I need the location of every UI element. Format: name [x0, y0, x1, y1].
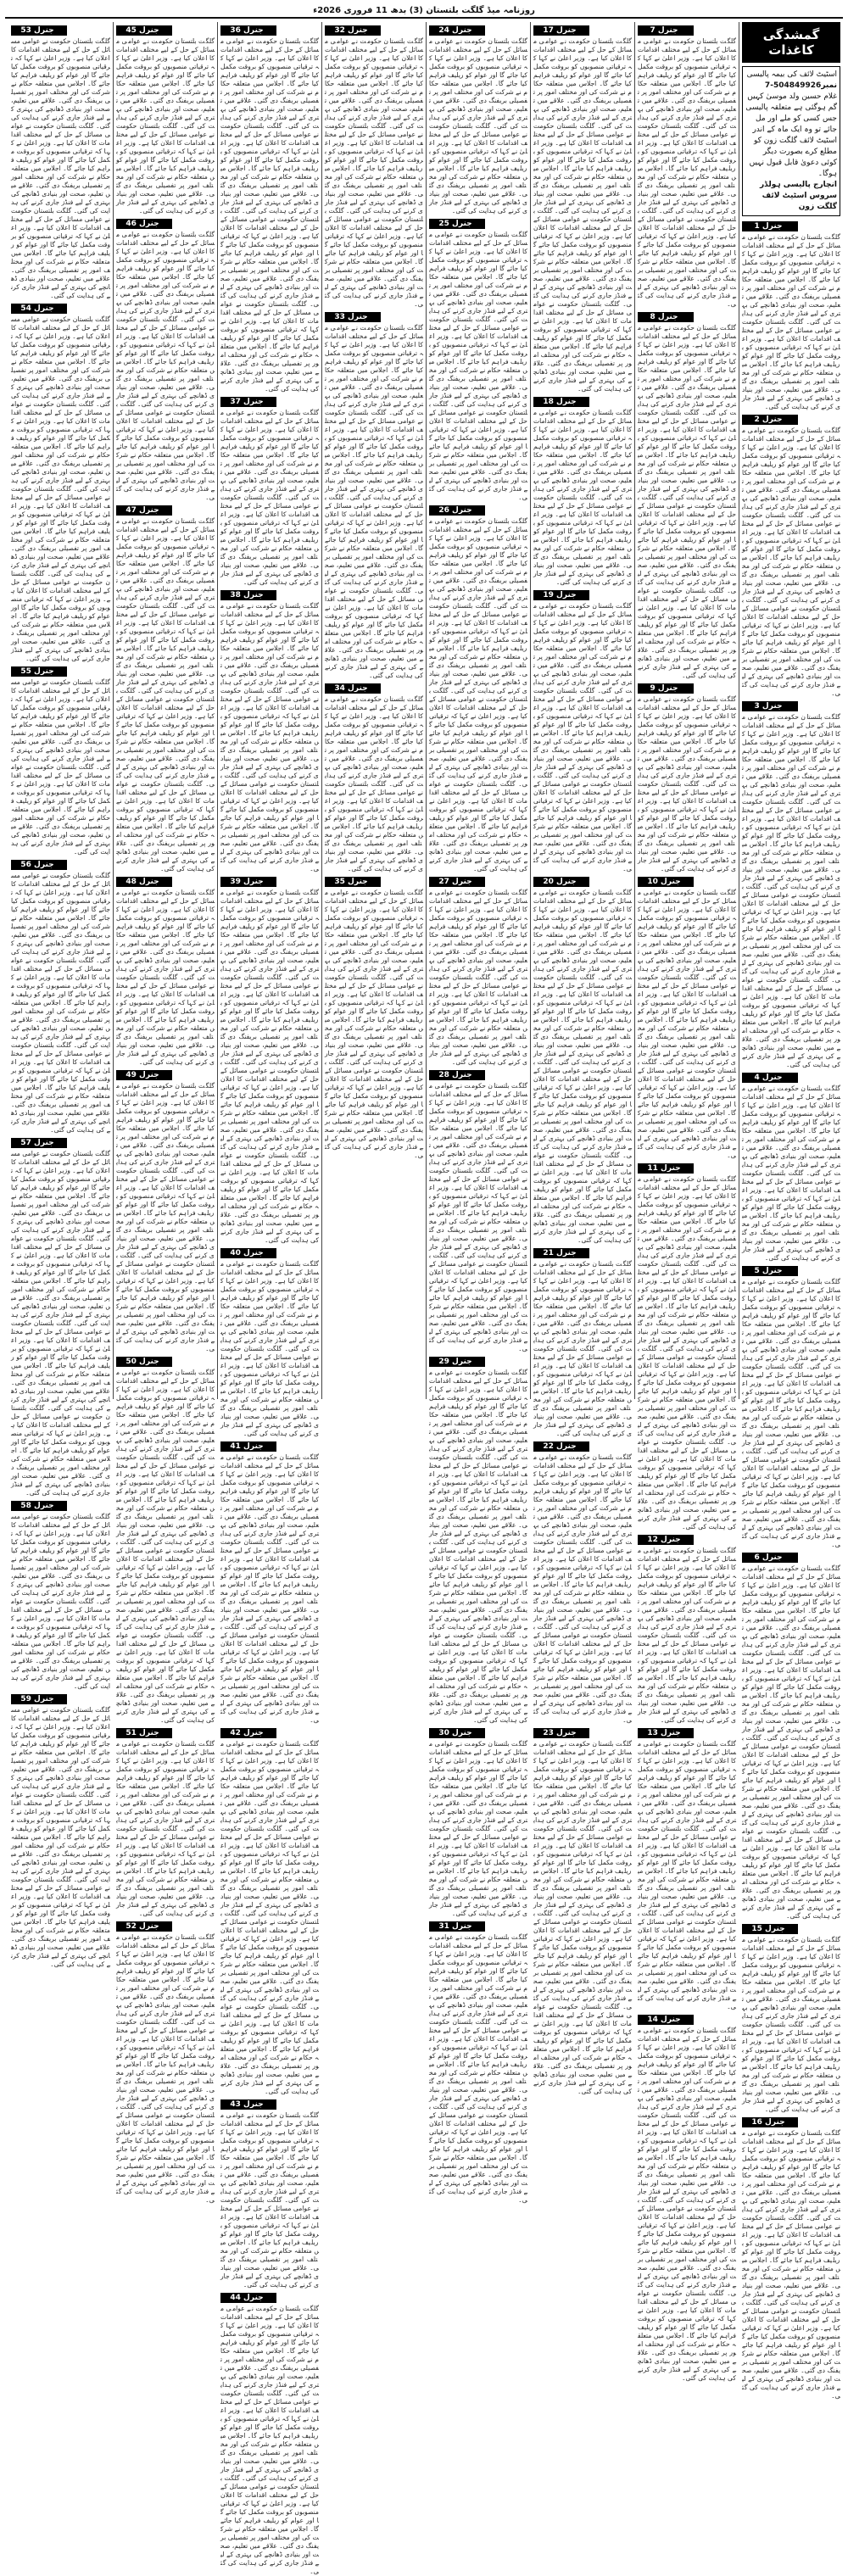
news-heading — [220, 1728, 319, 1738]
news-body-text: گلگت بلتستان حکومت نے عوامی مسائل کے حل کے لیے مختلف اقدامات کا اعلان کیا ہے۔ وزیر اعلیٰ نے کہا کہ ترقیاتی منصوبوں کو بروقت مکمل کیا جائے گا اور عوام کو ریلیف فراہم کیا جائے گا۔ اجلاس میں متعلقہ حکام نے شرکت کی اور مختلف امور پر تفصیلی بریفنگ دی گئی۔ علاقے میں تعلیم، صحت اور بنیادی ڈھانچے کی بہتری کے لیے فنڈز جاری کرنے کی ہدایت کی گئی۔ گلگت بلتستان حکومت نے عوامی مسائل کے حل کے لیے مختلف اقدامات کا اعلان کیا ہے۔ وزیر اعلیٰ نے کہا کہ ترقیاتی منصوبوں کو بروقت مکمل کیا جائے گا اور عوام کو ریلیف فراہم کیا جائے گا۔ اجلاس میں متعلقہ حکام نے شرکت کی اور مختلف امور پر تفصیلی بریفنگ دی گئی۔ علاقے میں تعلیم، صحت اور بنیادی ڈھانچے کی بہتری کے لیے فنڈز جاری کرنے کی ہدایت کی گئی۔ گلگت بلتستان حکومت نے عوامی مسائل کے حل کے لیے مختلف اقدامات کا اعلان کیا ہے۔ وزیر اعلیٰ نے کہا کہ ترقیاتی منصوبوں کو بروقت مکمل کیا جائے گا اور عوام کو ریلیف فراہم کیا جائے گا۔ اجلاس میں متعلقہ حکام نے شرکت کی اور مختلف امور پر تفصیلی بریفنگ دی گئی۔ علاقے میں تعلیم، صحت اور بنیادی ڈھانچے کی بہتری کے لیے فنڈز جاری کرنے کی ہدایت کی گئی۔ — [325, 889, 423, 1159]
news-heading — [116, 1070, 215, 1080]
news-body-text: گلگت بلتستان حکومت نے عوامی مسائل کے حل کے لیے مختلف اقدامات کا اعلان کیا ہے۔ وزیر اعلیٰ نے کہا کہ ترقیاتی منصوبوں کو بروقت مکمل کیا جائے گا اور عوام کو ریلیف فراہم کیا جائے گا۔ اجلاس میں متعلقہ حکام نے شرکت کی اور مختلف امور پر تفصیلی بریفنگ دی گئی۔ علاقے میں تعلیم، صحت اور بنیادی ڈھانچے کی بہتری کے لیے فنڈز جاری کرنے کی ہدایت کی گئی۔ گلگت بلتستان حکومت نے عوامی مسائل کے حل کے لیے مختلف اقدامات کا اعلان کیا ہے۔ وزیر اعلیٰ نے کہا کہ ترقیاتی منصوبوں کو بروقت مکمل کیا جائے گا اور عوام کو ریلیف فراہم کیا جائے گا۔ اجلاس میں متعلقہ حکام نے شرکت کی اور مختلف امور پر تفصیلی بریفنگ دی گئی۔ علاقے میں تعلیم، صحت اور بنیادی ڈھانچے کی بہتری کے لیے فنڈز جاری کرنے کی ہدایت کی گئی۔ — [116, 889, 215, 1066]
news-heading-label: جنرل 27 — [429, 877, 485, 887]
news-heading — [325, 877, 423, 887]
notice-text: غلام حسین ولد موسیٰ کہیں گم ہوگئی ہے متعلقہ پالیسی جس کسی کو ملے اور مل جائے تو وہ ایک ماہ کے اندر اسٹیٹ لائف گلگت زون کو مطلع کرے بصورت دیگر کوئی دعویٰ قابل قبول نہیں ہوگا۔ — [745, 92, 837, 178]
news-heading — [116, 1921, 215, 1932]
news-body-text: گلگت بلتستان حکومت نے عوامی مسائل کے حل کے لیے مختلف اقدامات کا اعلان کیا ہے۔ وزیر اعلیٰ نے کہا کہ ترقیاتی منصوبوں کو بروقت مکمل کیا جائے گا اور عوام کو ریلیف فراہم کیا جائے گا۔ اجلاس میں متعلقہ حکام نے شرکت کی اور مختلف امور پر تفصیلی بریفنگ دی گئی۔ علاقے میں تعلیم، صحت اور بنیادی ڈھانچے کی بہتری کے لیے فنڈز جاری کرنے کی ہدایت کی گئی۔ گلگت بلتستان حکومت نے عوامی مسائل کے حل کے لیے مختلف اقدامات کا اعلان کیا ہے۔ وزیر اعلیٰ نے کہا کہ ترقیاتی منصوبوں کو بروقت مکمل کیا جائے گا اور عوام کو ریلیف فراہم کیا جائے گا۔ اجلاس میں متعلقہ حکام نے شرکت کی اور مختلف امور پر تفصیلی بریفنگ دی گئی۔ علاقے میں تعلیم، صحت اور بنیادی ڈھانچے کی بہتری کے لیے فنڈز جاری کرنے کی ہدایت کی گئی۔ گلگت بلتستان حکومت نے عوامی مسائل کے حل کے لیے مختلف اقدامات کا اعلان کیا ہے۔ وزیر اعلیٰ نے کہا کہ ترقیاتی منصوبوں کو بروقت مکمل کیا جائے گا اور عوام کو ریلیف فراہم کیا جائے گا۔ اجلاس میں متعلقہ حکام نے شرکت کی اور مختلف امور پر تفصیلی بریفنگ دی گئی۔ علاقے میں تعلیم، صحت اور بنیادی ڈھانچے کی بہتری کے لیے فنڈز جاری کرنے کی ہدایت کی گئی۔ — [325, 37, 423, 308]
news-heading-label: جنرل 48 — [116, 877, 172, 887]
news-heading-label: جنرل 47 — [116, 505, 172, 516]
news-heading-label: جنرل 35 — [325, 877, 381, 887]
news-body-text: گلگت بلتستان حکومت نے عوامی مسائل کے حل کے لیے مختلف اقدامات کا اعلان کیا ہے۔ وزیر اعلیٰ نے کہا کہ ترقیاتی منصوبوں کو بروقت مکمل کیا جائے گا اور عوام کو ریلیف فراہم کیا جائے گا۔ اجلاس میں متعلقہ حکام نے شرکت کی اور مختلف امور پر تفصیلی بریفنگ دی گئی۔ علاقے میں تعلیم، صحت اور بنیادی ڈھانچے کی بہتری کے لیے فنڈز جاری کرنے کی ہدایت کی گئی۔ گلگت بلتستان حکومت نے عوامی مسائل کے حل کے لیے مختلف اقدامات کا اعلان کیا ہے۔ وزیر اعلیٰ نے کہا کہ ترقیاتی منصوبوں کو بروقت مکمل کیا جائے گا اور عوام کو ریلیف فراہم کیا جائے گا۔ اجلاس میں متعلقہ حکام نے شرکت کی اور مختلف امور پر تفصیلی بریفنگ دی گئی۔ علاقے میں تعلیم، صحت اور بنیادی ڈھانچے کی بہتری کے لیے فنڈز جاری کرنے کی ہدایت کی گئی۔ گلگت بلتستان حکومت نے عوامی مسائل کے حل کے لیے مختلف اقدامات کا اعلان کیا ہے۔ وزیر اعلیٰ نے کہا کہ ترقیاتی منصوبوں کو بروقت مکمل کیا جائے گا اور عوام کو ریلیف فراہم کیا جائے گا۔ اجلاس میں متعلقہ حکام نے شرکت کی اور مختلف امور پر تفصیلی بریفنگ دی گئی۔ علاقے میں تعلیم، صحت اور بنیادی ڈھانچے کی بہتری کے لیے فنڈز جاری کرنے کی ہدایت کی گئی۔ — [533, 602, 632, 873]
notice-intro: اسٹیٹ لائف کی بیمہ پالیسی — [746, 70, 837, 79]
news-heading-label: جنرل 58 — [11, 1501, 67, 1511]
news-body-text: گلگت بلتستان حکومت نے عوامی مسائل کے حل کے لیے مختلف اقدامات کا اعلان کیا ہے۔ وزیر اعلیٰ نے کہا کہ ترقیاتی منصوبوں کو بروقت مکمل کیا جائے گا اور عوام کو ریلیف فراہم کیا جائے گا۔ اجلاس میں متعلقہ حکام نے شرکت کی اور مختلف امور پر تفصیلی بریفنگ دی گئی۔ علاقے میں تعلیم، صحت اور بنیادی ڈھانچے کی بہتری کے لیے فنڈز جاری کرنے کی ہدایت کی گئی۔ گلگت بلتستان حکومت نے عوامی مسائل کے حل کے لیے مختلف اقدامات کا اعلان کیا ہے۔ وزیر اعلیٰ نے کہا کہ ترقیاتی منصوبوں کو بروقت مکمل کیا جائے گا اور عوام کو ریلیف فراہم کیا جائے گا۔ اجلاس میں متعلقہ حکام نے شرکت کی اور مختلف امور پر تفصیلی بریفنگ دی گئی۔ علاقے میں تعلیم، صحت اور بنیادی ڈھانچے کی بہتری کے لیے فنڈز جاری کرنے کی ہدایت کی گئی۔ گلگت بلتستان حکومت نے عوامی مسائل کے حل کے لیے مختلف اقدامات کا اعلان کیا ہے۔ وزیر اعلیٰ نے کہا کہ ترقیاتی منصوبوں کو بروقت مکمل کیا جائے گا اور عوام کو ریلیف فراہم کیا جائے گا۔ اجلاس میں متعلقہ حکام نے شرکت کی اور مختلف امور پر تفصیلی بریفنگ دی گئی۔ علاقے میں تعلیم، صحت اور بنیادی ڈھانچے کی بہتری کے لیے فنڈز جاری کرنے کی ہدایت کی گئی۔ گلگت بلتستان حکومت نے عوامی مسائل کے حل کے لیے مختلف اقدامات کا اعلان کیا ہے۔ وزیر اعلیٰ نے کہا کہ ترقیاتی منصوبوں کو بروقت مکمل کیا جائے گا اور عوام کو ریلیف فراہم کیا جائے گا۔ اجلاس میں متعلقہ حکام نے شرکت کی اور مختلف امور پر تفصیلی بریفنگ دی گئی۔ علاقے میں تعلیم، صحت اور بنیادی ڈھانچے کی بہتری کے لیے فنڈز جاری کرنے کی ہدایت کی گئی۔ — [325, 324, 423, 679]
news-heading — [638, 25, 736, 36]
news-body-text: گلگت بلتستان حکومت نے عوامی مسائل کے حل کے لیے مختلف اقدامات کا اعلان کیا ہے۔ وزیر اعلیٰ نے کہا کہ ترقیاتی منصوبوں کو بروقت مکمل کیا جائے گا اور عوام کو ریلیف فراہم کیا جائے گا۔ اجلاس میں متعلقہ حکام نے شرکت کی اور مختلف امور پر تفصیلی بریفنگ دی گئی۔ علاقے میں تعلیم، صحت اور بنیادی ڈھانچے کی بہتری کے لیے فنڈز جاری کرنے کی ہدایت کی گئی۔ گلگت بلتستان حکومت نے عوامی مسائل کے حل کے لیے مختلف اقدامات کا اعلان کیا ہے۔ وزیر اعلیٰ نے کہا کہ ترقیاتی منصوبوں کو بروقت مکمل کیا جائے گا اور عوام کو ریلیف فراہم کیا جائے گا۔ اجلاس میں متعلقہ حکام نے شرکت کی اور مختلف امور پر تفصیلی بریفنگ دی گئی۔ علاقے میں تعلیم، صحت اور بنیادی ڈھانچے کی بہتری کے لیے فنڈز جاری کرنے کی ہدایت کی گئی۔ گلگت بلتستان حکومت نے عوامی مسائل کے حل کے لیے مختلف اقدامات کا اعلان کیا ہے۔ وزیر اعلیٰ نے کہا کہ ترقیاتی منصوبوں کو بروقت مکمل کیا جائے گا اور عوام کو ریلیف فراہم کیا جائے گا۔ اجلاس میں متعلقہ حکام نے شرکت کی اور مختلف امور پر تفصیلی بریفنگ دی گئی۔ علاقے میں تعلیم، صحت اور بنیادی ڈھانچے کی بہتری کے لیے فنڈز جاری کرنے کی ہدایت کی گئی۔ — [220, 602, 319, 873]
news-heading-label: جنرل 46 — [116, 219, 172, 229]
news-heading-label: جنرل 9 — [638, 683, 694, 694]
news-heading-label: جنرل 21 — [533, 1248, 589, 1258]
news-body-text: گلگت بلتستان حکومت نے عوامی مسائل کے حل کے لیے مختلف اقدامات کا اعلان کیا ہے۔ وزیر اعلیٰ نے کہا کہ ترقیاتی منصوبوں کو بروقت مکمل کیا جائے گا اور عوام کو ریلیف فراہم کیا جائے گا۔ اجلاس میں متعلقہ حکام نے شرکت کی اور مختلف امور پر تفصیلی بریفنگ دی گئی۔ علاقے میں تعلیم، صحت اور بنیادی ڈھانچے کی بہتری کے لیے فنڈز جاری کرنے کی ہدایت کی گئی۔ گلگت بلتستان حکومت نے عوامی مسائل کے حل کے لیے مختلف اقدامات کا اعلان کیا ہے۔ وزیر اعلیٰ نے کہا کہ ترقیاتی منصوبوں کو بروقت مکمل کیا جائے گا اور عوام کو ریلیف فراہم کیا جائے گا۔ اجلاس میں متعلقہ حکام نے شرکت کی اور مختلف امور پر تفصیلی بریفنگ دی گئی۔ علاقے میں تعلیم، صحت اور بنیادی ڈھانچے کی بہتری کے لیے فنڈز جاری کرنے کی ہدایت کی گئی۔ گلگت بلتستان حکومت نے عوامی مسائل کے حل کے لیے مختلف اقدامات کا اعلان کیا ہے۔ وزیر اعلیٰ نے کہا کہ ترقیاتی منصوبوں کو بروقت مکمل کیا جائے گا اور عوام کو ریلیف فراہم کیا جائے گا۔ اجلاس میں متعلقہ حکام نے شرکت کی اور مختلف امور پر تفصیلی بریفنگ دی گئی۔ علاقے میں تعلیم، صحت اور بنیادی ڈھانچے کی بہتری کے لیے فنڈز جاری کرنے کی ہدایت کی گئی۔ گلگت بلتستان حکومت نے عوامی مسائل کے حل کے لیے مختلف اقدامات کا اعلان کیا ہے۔ وزیر اعلیٰ نے کہا کہ ترقیاتی منصوبوں کو بروقت مکمل کیا جائے گا اور عوام کو ریلیف فراہم کیا جائے گا۔ اجلاس میں متعلقہ حکام نے شرکت کی اور مختلف امور پر تفصیلی بریفنگ دی گئی۔ علاقے میں تعلیم، صحت اور بنیادی ڈھانچے کی بہتری کے لیے فنڈز جاری کرنے کی ہدایت کی گئی۔ — [220, 889, 319, 1244]
news-heading — [11, 860, 110, 870]
news-heading-label: جنرل 50 — [116, 1357, 172, 1367]
news-heading-label: جنرل 42 — [220, 1728, 276, 1738]
news-heading-label: جنرل 23 — [533, 1728, 589, 1738]
news-heading-label: جنرل 49 — [116, 1070, 172, 1080]
news-body-text: گلگت بلتستان حکومت نے عوامی مسائل کے حل کے لیے مختلف اقدامات کا اعلان کیا ہے۔ وزیر اعلیٰ نے کہا کہ ترقیاتی منصوبوں کو بروقت مکمل کیا جائے گا اور عوام کو ریلیف فراہم کیا جائے گا۔ اجلاس میں متعلقہ حکام نے شرکت کی اور مختلف امور پر تفصیلی بریفنگ دی گئی۔ علاقے میں تعلیم، صحت اور بنیادی ڈھانچے کی بہتری کے لیے فنڈز جاری کرنے کی ہدایت کی گئی۔ گلگت بلتستان حکومت نے عوامی مسائل کے حل کے لیے مختلف اقدامات کا اعلان کیا ہے۔ وزیر اعلیٰ نے کہا کہ ترقیاتی منصوبوں کو بروقت مکمل کیا جائے گا اور عوام کو ریلیف فراہم کیا جائے گا۔ اجلاس میں متعلقہ حکام نے شرکت کی اور مختلف امور پر تفصیلی بریفنگ دی گئی۔ علاقے میں تعلیم، صحت اور بنیادی ڈھانچے کی بہتری کے لیے فنڈز جاری کرنے کی ہدایت کی گئی۔ — [429, 37, 527, 215]
news-body-text: گلگت بلتستان حکومت نے عوامی مسائل کے حل کے لیے مختلف اقدامات کا اعلان کیا ہے۔ وزیر اعلیٰ نے کہا کہ ترقیاتی منصوبوں کو بروقت مکمل کیا جائے گا اور عوام کو ریلیف فراہم کیا جائے گا۔ اجلاس میں متعلقہ حکام نے شرکت کی اور مختلف امور پر تفصیلی بریفنگ دی گئی۔ علاقے میں تعلیم، صحت اور بنیادی ڈھانچے کی بہتری کے لیے فنڈز جاری کرنے کی ہدایت کی گئی۔ گلگت بلتستان حکومت نے عوامی مسائل کے حل کے لیے مختلف اقدامات کا اعلان کیا ہے۔ وزیر اعلیٰ نے کہا کہ ترقیاتی منصوبوں کو بروقت مکمل کیا جائے گا اور عوام کو ریلیف فراہم کیا جائے گا۔ اجلاس میں متعلقہ حکام نے شرکت کی اور مختلف امور پر تفصیلی بریفنگ دی گئی۔ علاقے میں تعلیم، صحت اور بنیادی ڈھانچے کی بہتری کے لیے فنڈز جاری کرنے کی ہدایت کی گئی۔ گلگت بلتستان حکومت نے عوامی مسائل کے حل کے لیے مختلف اقدامات کا اعلان کیا ہے۔ وزیر اعلیٰ نے کہا کہ ترقیاتی منصوبوں کو بروقت مکمل کیا جائے گا اور عوام کو ریلیف فراہم کیا جائے گا۔ اجلاس میں متعلقہ حکام نے شرکت کی اور مختلف امور پر تفصیلی بریفنگ دی گئی۔ علاقے میں تعلیم، صحت اور بنیادی ڈھانچے کی بہتری کے لیے فنڈز جاری کرنے کی ہدایت کی گئی۔ گلگت بلتستان حکومت نے عوامی مسائل کے حل کے لیے مختلف اقدامات کا اعلان کیا ہے۔ وزیر اعلیٰ نے کہا کہ ترقیاتی منصوبوں کو بروقت مکمل کیا جائے گا اور عوام کو ریلیف فراہم کیا جائے گا۔ اجلاس میں متعلقہ حکام نے شرکت کی اور مختلف امور پر تفصیلی بریفنگ دی گئی۔ علاقے میں تعلیم، صحت اور بنیادی ڈھانچے کی بہتری کے لیے فنڈز جاری کرنے کی ہدایت کی گئی۔ — [533, 889, 632, 1244]
news-body-text: گلگت بلتستان حکومت نے عوامی مسائل کے حل کے لیے مختلف اقدامات کا اعلان کیا ہے۔ وزیر اعلیٰ نے کہا کہ ترقیاتی منصوبوں کو بروقت مکمل کیا جائے گا اور عوام کو ریلیف فراہم کیا جائے گا۔ اجلاس میں متعلقہ حکام نے شرکت کی اور مختلف امور پر تفصیلی بریفنگ دی گئی۔ علاقے میں تعلیم، صحت اور بنیادی ڈھانچے کی بہتری کے لیے فنڈز جاری کرنے کی ہدایت کی گئی۔ گلگت بلتستان حکومت نے عوامی مسائل کے حل کے لیے مختلف اقدامات کا اعلان کیا ہے۔ وزیر اعلیٰ نے کہا کہ ترقیاتی منصوبوں کو بروقت مکمل کیا جائے گا اور عوام کو ریلیف فراہم کیا جائے گا۔ اجلاس میں متعلقہ حکام نے شرکت کی اور مختلف امور پر تفصیلی بریفنگ دی گئی۔ علاقے میں تعلیم، صحت اور بنیادی ڈھانچے کی بہتری کے لیے فنڈز جاری کرنے کی ہدایت کی گئی۔ گلگت بلتستان حکومت نے عوامی مسائل کے حل کے لیے مختلف اقدامات کا اعلان کیا ہے۔ وزیر اعلیٰ نے کہا کہ ترقیاتی منصوبوں کو بروقت مکمل کیا جائے گا اور عوام کو ریلیف فراہم کیا جائے گا۔ اجلاس میں متعلقہ حکام نے شرکت کی اور مختلف امور پر تفصیلی بریفنگ دی گئی۔ علاقے میں تعلیم، صحت اور بنیادی ڈھانچے کی بہتری کے لیے فنڈز جاری کرنے کی ہدایت کی گئی۔ — [429, 1082, 527, 1352]
news-heading — [533, 1248, 632, 1258]
news-body-text: گلگت بلتستان حکومت نے عوامی مسائل کے حل کے لیے مختلف اقدامات کا اعلان کیا ہے۔ وزیر اعلیٰ نے کہا کہ ترقیاتی منصوبوں کو بروقت مکمل کیا جائے گا اور عوام کو ریلیف فراہم کیا جائے گا۔ اجلاس میں متعلقہ حکام نے شرکت کی اور مختلف امور پر تفصیلی بریفنگ دی گئی۔ علاقے میں تعلیم، صحت اور بنیادی ڈھانچے کی بہتری کے لیے فنڈز جاری کرنے کی ہدایت کی گئی۔ گلگت بلتستان حکومت نے عوامی مسائل کے حل کے لیے مختلف اقدامات کا اعلان کیا ہے۔ وزیر اعلیٰ نے کہا کہ ترقیاتی منصوبوں کو بروقت مکمل کیا جائے گا اور عوام کو ریلیف فراہم کیا جائے گا۔ اجلاس میں متعلقہ حکام نے شرکت کی اور مختلف امور پر تفصیلی بریفنگ دی گئی۔ علاقے میں تعلیم، صحت اور بنیادی ڈھانچے کی بہتری کے لیے فنڈز جاری کرنے کی ہدایت کی گئی۔ گلگت بلتستان حکومت نے عوامی مسائل کے حل کے لیے مختلف اقدامات کا اعلان کیا ہے۔ وزیر اعلیٰ نے کہا کہ ترقیاتی منصوبوں کو بروقت مکمل کیا جائے گا اور عوام کو ریلیف فراہم کیا جائے گا۔ اجلاس میں متعلقہ حکام نے شرکت کی اور مختلف امور پر تفصیلی بریفنگ دی گئی۔ علاقے میں تعلیم، صحت اور بنیادی ڈھانچے کی بہتری کے لیے فنڈز جاری کرنے کی ہدایت کی گئی۔ — [11, 1706, 110, 1968]
columns-container — [5, 22, 843, 2575]
news-body-text: گلگت بلتستان حکومت نے عوامی مسائل کے حل کے لیے مختلف اقدامات کا اعلان کیا ہے۔ وزیر اعلیٰ نے کہا کہ ترقیاتی منصوبوں کو بروقت مکمل کیا جائے گا اور عوام کو ریلیف فراہم کیا جائے گا۔ اجلاس میں متعلقہ حکام نے شرکت کی اور مختلف امور پر تفصیلی بریفنگ دی گئی۔ علاقے میں تعلیم، صحت اور بنیادی ڈھانچے کی بہتری کے لیے فنڈز جاری کرنے کی ہدایت کی گئی۔ گلگت بلتستان حکومت نے عوامی مسائل کے حل کے لیے مختلف اقدامات کا اعلان کیا ہے۔ وزیر اعلیٰ نے کہا کہ ترقیاتی منصوبوں کو بروقت مکمل کیا جائے گا اور عوام کو ریلیف فراہم کیا جائے گا۔ اجلاس میں متعلقہ حکام نے شرکت کی اور مختلف امور پر تفصیلی بریفنگ دی گئی۔ علاقے میں تعلیم، صحت اور بنیادی ڈھانچے کی بہتری کے لیے فنڈز جاری کرنے کی ہدایت کی گئی۔ گلگت بلتستان حکومت نے عوامی مسائل کے حل کے لیے مختلف اقدامات کا اعلان کیا ہے۔ وزیر اعلیٰ نے کہا کہ ترقیاتی منصوبوں کو بروقت مکمل کیا جائے گا اور عوام کو ریلیف فراہم کیا جائے گا۔ اجلاس میں متعلقہ حکام نے شرکت کی اور مختلف امور پر تفصیلی بریفنگ دی گئی۔ علاقے میں تعلیم، صحت اور بنیادی ڈھانچے کی بہتری کے لیے فنڈز جاری کرنے کی ہدایت کی گئی۔ گلگت بلتستان حکومت نے عوامی مسائل کے حل کے لیے مختلف اقدامات کا اعلان کیا ہے۔ وزیر اعلیٰ نے کہا کہ ترقیاتی منصوبوں کو بروقت مکمل کیا جائے گا اور عوام کو ریلیف فراہم کیا جائے گا۔ اجلاس میں متعلقہ حکام نے شرکت کی اور مختلف امور پر تفصیلی بریفنگ دی گئی۔ علاقے میں تعلیم، صحت اور بنیادی ڈھانچے کی بہتری کے لیے فنڈز جاری کرنے کی ہدایت کی گئی۔ — [116, 1369, 215, 1724]
news-heading — [11, 304, 110, 314]
news-heading — [220, 1441, 319, 1452]
news-heading — [742, 221, 840, 231]
news-heading — [220, 2293, 319, 2303]
news-heading — [638, 2015, 736, 2025]
news-heading — [533, 590, 632, 600]
news-column-8 — [8, 22, 113, 1968]
news-heading — [742, 1553, 840, 1563]
news-body-text: گلگت بلتستان حکومت نے عوامی مسائل کے حل کے لیے مختلف اقدامات کا اعلان کیا ہے۔ وزیر اعلیٰ نے کہا کہ ترقیاتی منصوبوں کو بروقت مکمل کیا جائے گا اور عوام کو ریلیف فراہم کیا جائے گا۔ اجلاس میں متعلقہ حکام نے شرکت کی اور مختلف امور پر تفصیلی بریفنگ دی گئی۔ علاقے میں تعلیم، صحت اور بنیادی ڈھانچے کی بہتری کے لیے فنڈز جاری کرنے کی ہدایت کی گئی۔ گلگت بلتستان حکومت نے عوامی مسائل کے حل کے لیے مختلف اقدامات کا اعلان کیا ہے۔ وزیر اعلیٰ نے کہا کہ ترقیاتی منصوبوں کو بروقت مکمل کیا جائے گا اور عوام کو ریلیف فراہم کیا جائے گا۔ اجلاس میں متعلقہ حکام نے شرکت کی اور مختلف امور پر تفصیلی بریفنگ دی گئی۔ علاقے میں تعلیم، صحت اور بنیادی ڈھانچے کی بہتری کے لیے فنڈز جاری کرنے کی ہدایت کی گئی۔ گلگت بلتستان حکومت نے عوامی مسائل کے حل کے لیے مختلف اقدامات کا اعلان کیا ہے۔ وزیر اعلیٰ نے کہا کہ ترقیاتی منصوبوں کو بروقت مکمل کیا جائے گا اور عوام کو ریلیف فراہم کیا جائے گا۔ اجلاس میں متعلقہ حکام نے شرکت کی اور مختلف امور پر تفصیلی بریفنگ دی گئی۔ علاقے میں تعلیم، صحت اور بنیادی ڈھانچے کی بہتری کے لیے فنڈز جاری کرنے کی ہدایت کی گئی۔ گلگت بلتستان حکومت نے عوامی مسائل کے حل کے لیے مختلف اقدامات کا اعلان کیا ہے۔ وزیر اعلیٰ نے کہا کہ ترقیاتی منصوبوں کو بروقت مکمل کیا جائے گا اور عوام کو ریلیف فراہم کیا جائے گا۔ اجلاس میں متعلقہ حکام نے شرکت کی اور مختلف امور پر تفصیلی بریفنگ دی گئی۔ علاقے میں تعلیم، صحت اور بنیادی ڈھانچے کی بہتری کے لیے فنڈز جاری کرنے کی ہدایت کی گئی۔ — [742, 1564, 840, 1920]
news-body-text: گلگت بلتستان حکومت نے عوامی مسائل کے حل کے لیے مختلف اقدامات کا اعلان کیا ہے۔ وزیر اعلیٰ نے کہا کہ ترقیاتی منصوبوں کو بروقت مکمل کیا جائے گا اور عوام کو ریلیف فراہم کیا جائے گا۔ اجلاس میں متعلقہ حکام نے شرکت کی اور مختلف امور پر تفصیلی بریفنگ دی گئی۔ علاقے میں تعلیم، صحت اور بنیادی ڈھانچے کی بہتری کے لیے فنڈز جاری کرنے کی ہدایت کی گئی۔ گلگت بلتستان حکومت نے عوامی مسائل کے حل کے لیے مختلف اقدامات کا اعلان کیا ہے۔ وزیر اعلیٰ نے کہا کہ ترقیاتی منصوبوں کو بروقت مکمل کیا جائے گا اور عوام کو ریلیف فراہم کیا جائے گا۔ اجلاس میں متعلقہ حکام نے شرکت کی اور مختلف امور پر تفصیلی بریفنگ دی گئی۔ علاقے میں تعلیم، صحت اور بنیادی ڈھانچے کی بہتری کے لیے فنڈز جاری کرنے کی ہدایت کی گئی۔ — [116, 1740, 215, 1917]
news-body-text: گلگت بلتستان حکومت نے عوامی مسائل کے حل کے لیے مختلف اقدامات کا اعلان کیا ہے۔ وزیر اعلیٰ نے کہا کہ ترقیاتی منصوبوں کو بروقت مکمل کیا جائے گا اور عوام کو ریلیف فراہم کیا جائے گا۔ اجلاس میں متعلقہ حکام نے شرکت کی اور مختلف امور پر تفصیلی بریفنگ دی گئی۔ علاقے میں تعلیم، صحت اور بنیادی ڈھانچے کی بہتری کے لیے فنڈز جاری کرنے کی ہدایت کی گئی۔ گلگت بلتستان حکومت نے عوامی مسائل کے حل کے لیے مختلف اقدامات کا اعلان کیا ہے۔ وزیر اعلیٰ نے کہا کہ ترقیاتی منصوبوں کو بروقت مکمل کیا جائے گا اور عوام کو ریلیف فراہم کیا جائے گا۔ اجلاس میں متعلقہ حکام نے شرکت کی اور مختلف امور پر تفصیلی بریفنگ دی گئی۔ علاقے میں تعلیم، صحت اور بنیادی ڈھانچے کی بہتری کے لیے فنڈز جاری کرنے کی ہدایت کی گئی۔ — [11, 678, 110, 856]
news-heading-label: جنرل 2 — [742, 415, 798, 425]
news-heading — [429, 1357, 527, 1367]
news-heading-label: جنرل 28 — [429, 1070, 485, 1080]
news-body-text: گلگت بلتستان حکومت نے عوامی مسائل کے حل کے لیے مختلف اقدامات کا اعلان کیا ہے۔ وزیر اعلیٰ نے کہا کہ ترقیاتی منصوبوں کو بروقت مکمل کیا جائے گا اور عوام کو ریلیف فراہم کیا جائے گا۔ اجلاس میں متعلقہ حکام نے شرکت کی اور مختلف امور پر تفصیلی بریفنگ دی گئی۔ علاقے میں تعلیم، صحت اور بنیادی ڈھانچے کی بہتری کے لیے فنڈز جاری کرنے کی ہدایت کی گئی۔ گلگت بلتستان حکومت نے عوامی مسائل کے حل کے لیے مختلف اقدامات کا اعلان کیا ہے۔ وزیر اعلیٰ نے کہا کہ ترقیاتی منصوبوں کو بروقت مکمل کیا جائے گا اور عوام کو ریلیف فراہم کیا جائے گا۔ اجلاس میں متعلقہ حکام نے شرکت کی اور مختلف امور پر تفصیلی بریفنگ دی گئی۔ علاقے میں تعلیم، صحت اور بنیادی ڈھانچے کی بہتری کے لیے فنڈز جاری کرنے کی ہدایت کی گئی۔ — [220, 409, 319, 586]
news-heading-label: جنرل 36 — [220, 25, 276, 36]
news-heading-label: جنرل 55 — [11, 666, 67, 677]
notice-footer: انچارج پالیسی ہولڈر سروس اسٹیٹ لائف گلگت زون — [759, 181, 837, 211]
news-body-text: گلگت بلتستان حکومت نے عوامی مسائل کے حل کے لیے مختلف اقدامات کا اعلان کیا ہے۔ وزیر اعلیٰ نے کہا کہ ترقیاتی منصوبوں کو بروقت مکمل کیا جائے گا اور عوام کو ریلیف فراہم کیا جائے گا۔ اجلاس میں متعلقہ حکام نے شرکت کی اور مختلف امور پر تفصیلی بریفنگ دی گئی۔ علاقے میں تعلیم، صحت اور بنیادی ڈھانچے کی بہتری کے لیے فنڈز جاری کرنے کی ہدایت کی گئی۔ گلگت بلتستان حکومت نے عوامی مسائل کے حل کے لیے مختلف اقدامات کا اعلان کیا ہے۔ وزیر اعلیٰ نے کہا کہ ترقیاتی منصوبوں کو بروقت مکمل کیا جائے گا اور عوام کو ریلیف فراہم کیا جائے گا۔ اجلاس میں متعلقہ حکام نے شرکت کی اور مختلف امور پر تفصیلی بریفنگ دی گئی۔ علاقے میں تعلیم، صحت اور بنیادی ڈھانچے کی بہتری کے لیے فنڈز جاری کرنے کی ہدایت کی گئی۔ گلگت بلتستان حکومت نے عوامی مسائل کے حل کے لیے مختلف اقدامات کا اعلان کیا ہے۔ وزیر اعلیٰ نے کہا کہ ترقیاتی منصوبوں کو بروقت مکمل کیا جائے گا اور عوام کو ریلیف فراہم کیا جائے گا۔ اجلاس میں متعلقہ حکام نے شرکت کی اور مختلف امور پر تفصیلی بریفنگ دی گئی۔ علاقے میں تعلیم، صحت اور بنیادی ڈھانچے کی بہتری کے لیے فنڈز جاری کرنے کی ہدایت کی گئی۔ — [220, 1453, 319, 1724]
news-heading — [220, 25, 319, 36]
news-heading-label: جنرل 7 — [638, 25, 694, 36]
news-heading — [220, 877, 319, 887]
news-heading — [638, 1535, 736, 1545]
news-body-text: گلگت بلتستان حکومت نے عوامی مسائل کے حل کے لیے مختلف اقدامات کا اعلان کیا ہے۔ وزیر اعلیٰ نے کہا کہ ترقیاتی منصوبوں کو بروقت مکمل کیا جائے گا اور عوام کو ریلیف فراہم کیا جائے گا۔ اجلاس میں متعلقہ حکام نے شرکت کی اور مختلف امور پر تفصیلی بریفنگ دی گئی۔ علاقے میں تعلیم، صحت اور بنیادی ڈھانچے کی بہتری کے لیے فنڈز جاری کرنے کی ہدایت کی گئی۔ گلگت بلتستان حکومت نے عوامی مسائل کے حل کے لیے مختلف اقدامات کا اعلان کیا ہے۔ وزیر اعلیٰ نے کہا کہ ترقیاتی منصوبوں کو بروقت مکمل کیا جائے گا اور عوام کو ریلیف فراہم کیا جائے گا۔ اجلاس میں متعلقہ حکام نے شرکت کی اور مختلف امور پر تفصیلی بریفنگ دی گئی۔ علاقے میں تعلیم، صحت اور بنیادی ڈھانچے کی بہتری کے لیے فنڈز جاری کرنے کی ہدایت کی گئی۔ — [220, 2111, 319, 2289]
news-body-text: گلگت بلتستان حکومت نے عوامی مسائل کے حل کے لیے مختلف اقدامات کا اعلان کیا ہے۔ وزیر اعلیٰ نے کہا کہ ترقیاتی منصوبوں کو بروقت مکمل کیا جائے گا اور عوام کو ریلیف فراہم کیا جائے گا۔ اجلاس میں متعلقہ حکام نے شرکت کی اور مختلف امور پر تفصیلی بریفنگ دی گئی۔ علاقے میں تعلیم، صحت اور بنیادی ڈھانچے کی بہتری کے لیے فنڈز جاری کرنے کی ہدایت کی گئی۔ گلگت بلتستان حکومت نے عوامی مسائل کے حل کے لیے مختلف اقدامات کا اعلان کیا ہے۔ وزیر اعلیٰ نے کہا کہ ترقیاتی منصوبوں کو بروقت مکمل کیا جائے گا اور عوام کو ریلیف فراہم کیا جائے گا۔ اجلاس میں متعلقہ حکام نے شرکت کی اور مختلف امور پر تفصیلی بریفنگ دی گئی۔ علاقے میں تعلیم، صحت اور بنیادی ڈھانچے کی بہتری کے لیے فنڈز جاری کرنے کی ہدایت کی گئی۔ گلگت بلتستان حکومت نے عوامی مسائل کے حل کے لیے مختلف اقدامات کا اعلان کیا ہے۔ وزیر اعلیٰ نے کہا کہ ترقیاتی منصوبوں کو بروقت مکمل کیا جائے گا اور عوام کو ریلیف فراہم کیا جائے گا۔ اجلاس میں متعلقہ حکام نے شرکت کی اور مختلف امور پر تفصیلی بریفنگ دی گئی۔ علاقے میں تعلیم، صحت اور بنیادی ڈھانچے کی بہتری کے لیے فنڈز جاری کرنے کی ہدایت کی گئی۔ گلگت بلتستان حکومت نے عوامی مسائل کے حل کے لیے مختلف اقدامات کا اعلان کیا ہے۔ وزیر اعلیٰ نے کہا کہ ترقیاتی منصوبوں کو بروقت مکمل کیا جائے گا اور عوام کو ریلیف فراہم کیا جائے گا۔ اجلاس میں متعلقہ حکام نے شرکت کی اور مختلف امور پر تفصیلی بریفنگ دی گئی۔ علاقے میں تعلیم، صحت اور بنیادی ڈھانچے کی بہتری کے لیے فنڈز جاری کرنے کی ہدایت کی گئی۔ — [429, 517, 527, 873]
news-column-6 — [217, 22, 321, 2575]
news-heading — [638, 1163, 736, 1174]
news-body-text: گلگت بلتستان حکومت نے عوامی مسائل کے حل کے لیے مختلف اقدامات کا اعلان کیا ہے۔ وزیر اعلیٰ نے کہا کہ ترقیاتی منصوبوں کو بروقت مکمل کیا جائے گا اور عوام کو ریلیف فراہم کیا جائے گا۔ اجلاس میں متعلقہ حکام نے شرکت کی اور مختلف امور پر تفصیلی بریفنگ دی گئی۔ علاقے میں تعلیم، صحت اور بنیادی ڈھانچے کی بہتری کے لیے فنڈز جاری کرنے کی ہدایت کی گئی۔ گلگت بلتستان حکومت نے عوامی مسائل کے حل کے لیے مختلف اقدامات کا اعلان کیا ہے۔ وزیر اعلیٰ نے کہا کہ ترقیاتی منصوبوں کو بروقت مکمل کیا جائے گا اور عوام کو ریلیف فراہم کیا جائے گا۔ اجلاس میں متعلقہ حکام نے شرکت کی اور مختلف امور پر تفصیلی بریفنگ دی گئی۔ علاقے میں تعلیم، صحت اور بنیادی ڈھانچے کی بہتری کے لیے فنڈز جاری کرنے کی ہدایت کی گئی۔ — [429, 889, 527, 1066]
news-heading — [116, 877, 215, 887]
news-body-text: گلگت بلتستان حکومت نے عوامی مسائل کے حل کے لیے مختلف اقدامات کا اعلان کیا ہے۔ وزیر اعلیٰ نے کہا کہ ترقیاتی منصوبوں کو بروقت مکمل کیا جائے گا اور عوام کو ریلیف فراہم کیا جائے گا۔ اجلاس میں متعلقہ حکام نے شرکت کی اور مختلف امور پر تفصیلی بریفنگ دی گئی۔ علاقے میں تعلیم، صحت اور بنیادی ڈھانچے کی بہتری کے لیے فنڈز جاری کرنے کی ہدایت کی گئی۔ گلگت بلتستان حکومت نے عوامی مسائل کے حل کے لیے مختلف اقدامات کا اعلان کیا ہے۔ وزیر اعلیٰ نے کہا کہ ترقیاتی منصوبوں کو بروقت مکمل کیا جائے گا اور عوام کو ریلیف فراہم کیا جائے گا۔ اجلاس میں متعلقہ حکام نے شرکت کی اور مختلف امور پر تفصیلی بریفنگ دی گئی۔ علاقے میں تعلیم، صحت اور بنیادی ڈھانچے کی بہتری کے لیے فنڈز جاری کرنے کی ہدایت کی گئی۔ — [742, 1084, 840, 1262]
news-heading-label: جنرل 14 — [638, 2015, 694, 2025]
news-heading — [742, 415, 840, 425]
news-body-text: گلگت بلتستان حکومت نے عوامی مسائل کے حل کے لیے مختلف اقدامات کا اعلان کیا ہے۔ وزیر اعلیٰ نے کہا کہ ترقیاتی منصوبوں کو بروقت مکمل کیا جائے گا اور عوام کو ریلیف فراہم کیا جائے گا۔ اجلاس میں متعلقہ حکام نے شرکت کی اور مختلف امور پر تفصیلی بریفنگ دی گئی۔ علاقے میں تعلیم، صحت اور بنیادی ڈھانچے کی بہتری کے لیے فنڈز جاری کرنے کی ہدایت کی گئی۔ گلگت بلتستان حکومت نے عوامی مسائل کے حل کے لیے مختلف اقدامات کا اعلان کیا ہے۔ وزیر اعلیٰ نے کہا کہ ترقیاتی منصوبوں کو بروقت مکمل کیا جائے گا اور عوام کو ریلیف فراہم کیا جائے گا۔ اجلاس میں متعلقہ حکام نے شرکت کی اور مختلف امور پر تفصیلی بریفنگ دی گئی۔ علاقے میں تعلیم، صحت اور بنیادی ڈھانچے کی بہتری کے لیے فنڈز جاری کرنے کی ہدایت کی گئی۔ گلگت بلتستان حکومت نے عوامی مسائل کے حل کے لیے مختلف اقدامات کا اعلان کیا ہے۔ وزیر اعلیٰ نے کہا کہ ترقیاتی منصوبوں کو بروقت مکمل کیا جائے گا اور عوام کو ریلیف فراہم کیا جائے گا۔ اجلاس میں متعلقہ حکام نے شرکت کی اور مختلف امور پر تفصیلی بریفنگ دی گئی۔ علاقے میں تعلیم، صحت اور بنیادی ڈھانچے کی بہتری کے لیے فنڈز جاری کرنے کی ہدایت کی گئی۔ — [638, 37, 736, 308]
news-heading — [11, 1694, 110, 1704]
news-body-text: گلگت بلتستان حکومت نے عوامی مسائل کے حل کے لیے مختلف اقدامات کا اعلان کیا ہے۔ وزیر اعلیٰ نے کہا کہ ترقیاتی منصوبوں کو بروقت مکمل کیا جائے گا اور عوام کو ریلیف فراہم کیا جائے گا۔ اجلاس میں متعلقہ حکام نے شرکت کی اور مختلف امور پر تفصیلی بریفنگ دی گئی۔ علاقے میں تعلیم، صحت اور بنیادی ڈھانچے کی بہتری کے لیے فنڈز جاری کرنے کی ہدایت کی گئی۔ گلگت بلتستان حکومت نے عوامی مسائل کے حل کے لیے مختلف اقدامات کا اعلان کیا ہے۔ وزیر اعلیٰ نے کہا کہ ترقیاتی منصوبوں کو بروقت مکمل کیا جائے گا اور عوام کو ریلیف فراہم کیا جائے گا۔ اجلاس میں متعلقہ حکام نے شرکت کی اور مختلف امور پر تفصیلی بریفنگ دی گئی۔ علاقے میں تعلیم، صحت اور بنیادی ڈھانچے کی بہتری کے لیے فنڈز جاری کرنے کی ہدایت کی گئی۔ — [638, 1547, 736, 1724]
news-heading — [325, 683, 423, 694]
news-heading-label: جنرل 16 — [742, 2117, 798, 2127]
news-heading-label: جنرل 33 — [325, 312, 381, 322]
news-body-text: گلگت بلتستان حکومت نے عوامی مسائل کے حل کے لیے مختلف اقدامات کا اعلان کیا ہے۔ وزیر اعلیٰ نے کہا کہ ترقیاتی منصوبوں کو بروقت مکمل کیا جائے گا اور عوام کو ریلیف فراہم کیا جائے گا۔ اجلاس میں متعلقہ حکام نے شرکت کی اور مختلف امور پر تفصیلی بریفنگ دی گئی۔ علاقے میں تعلیم، صحت اور بنیادی ڈھانچے کی بہتری کے لیے فنڈز جاری کرنے کی ہدایت کی گئی۔ گلگت بلتستان حکومت نے عوامی مسائل کے حل کے لیے مختلف اقدامات کا اعلان کیا ہے۔ وزیر اعلیٰ نے کہا کہ ترقیاتی منصوبوں کو بروقت مکمل کیا جائے گا اور عوام کو ریلیف فراہم کیا جائے گا۔ اجلاس میں متعلقہ حکام نے شرکت کی اور مختلف امور پر تفصیلی بریفنگ دی گئی۔ علاقے میں تعلیم، صحت اور بنیادی ڈھانچے کی بہتری کے لیے فنڈز جاری کرنے کی ہدایت کی گئی۔ گلگت بلتستان حکومت نے عوامی مسائل کے حل کے لیے مختلف اقدامات کا اعلان کیا ہے۔ وزیر اعلیٰ نے کہا کہ ترقیاتی منصوبوں کو بروقت مکمل کیا جائے گا اور عوام کو ریلیف فراہم کیا جائے گا۔ اجلاس میں متعلقہ حکام نے شرکت کی اور مختلف امور پر تفصیلی بریفنگ دی گئی۔ علاقے میں تعلیم، صحت اور بنیادی ڈھانچے کی بہتری کے لیے فنڈز جاری کرنے کی ہدایت کی گئی۔ گلگت بلتستان حکومت نے عوامی مسائل کے حل کے لیے مختلف اقدامات کا اعلان کیا ہے۔ وزیر اعلیٰ نے کہا کہ ترقیاتی منصوبوں کو بروقت مکمل کیا جائے گا اور عوام کو ریلیف فراہم کیا جائے گا۔ اجلاس میں متعلقہ حکام نے شرکت کی اور مختلف امور پر تفصیلی بریفنگ دی گئی۔ علاقے میں تعلیم، صحت اور بنیادی ڈھانچے کی بہتری کے لیے فنڈز جاری کرنے کی ہدایت کی گئی۔ — [11, 315, 110, 662]
news-heading — [533, 1728, 632, 1738]
news-body-text: گلگت بلتستان حکومت نے عوامی مسائل کے حل کے لیے مختلف اقدامات کا اعلان کیا ہے۔ وزیر اعلیٰ نے کہا کہ ترقیاتی منصوبوں کو بروقت مکمل کیا جائے گا اور عوام کو ریلیف فراہم کیا جائے گا۔ اجلاس میں متعلقہ حکام نے شرکت کی اور مختلف امور پر تفصیلی بریفنگ دی گئی۔ علاقے میں تعلیم، صحت اور بنیادی ڈھانچے کی بہتری کے لیے فنڈز جاری کرنے کی ہدایت کی گئی۔ گلگت بلتستان حکومت نے عوامی مسائل کے حل کے لیے مختلف اقدامات کا اعلان کیا ہے۔ وزیر اعلیٰ نے کہا کہ ترقیاتی منصوبوں کو بروقت مکمل کیا جائے گا اور عوام کو ریلیف فراہم کیا جائے گا۔ اجلاس میں متعلقہ حکام نے شرکت کی اور مختلف امور پر تفصیلی بریفنگ دی گئی۔ علاقے میں تعلیم، صحت اور بنیادی ڈھانچے کی بہتری کے لیے فنڈز جاری کرنے کی ہدایت کی گئی۔ گلگت بلتستان حکومت نے عوامی مسائل کے حل کے لیے مختلف اقدامات کا اعلان کیا ہے۔ وزیر اعلیٰ نے کہا کہ ترقیاتی منصوبوں کو بروقت مکمل کیا جائے گا اور عوام کو ریلیف فراہم کیا جائے گا۔ اجلاس میں متعلقہ حکام نے شرکت کی اور مختلف امور پر تفصیلی بریفنگ دی گئی۔ علاقے میں تعلیم، صحت اور بنیادی ڈھانچے کی بہتری کے لیے فنڈز جاری کرنے کی ہدایت کی گئی۔ — [638, 1740, 736, 2010]
news-heading — [11, 666, 110, 677]
news-column-5 — [321, 22, 426, 1399]
news-heading-label: جنرل 26 — [429, 505, 485, 516]
lost-documents-title: گمشدگی کاغذات — [742, 22, 840, 63]
news-heading-label: جنرل 5 — [742, 1266, 798, 1276]
news-heading-label: جنرل 44 — [220, 2293, 276, 2303]
news-heading — [116, 505, 215, 516]
news-body-text: گلگت بلتستان حکومت نے عوامی مسائل کے حل کے لیے مختلف اقدامات کا اعلان کیا ہے۔ وزیر اعلیٰ نے کہا کہ ترقیاتی منصوبوں کو بروقت مکمل کیا جائے گا اور عوام کو ریلیف فراہم کیا جائے گا۔ اجلاس میں متعلقہ حکام نے شرکت کی اور مختلف امور پر تفصیلی بریفنگ دی گئی۔ علاقے میں تعلیم، صحت اور بنیادی ڈھانچے کی بہتری کے لیے فنڈز جاری کرنے کی ہدایت کی گئی۔ گلگت بلتستان حکومت نے عوامی مسائل کے حل کے لیے مختلف اقدامات کا اعلان کیا ہے۔ وزیر اعلیٰ نے کہا کہ ترقیاتی منصوبوں کو بروقت مکمل کیا جائے گا اور عوام کو ریلیف فراہم کیا جائے گا۔ اجلاس میں متعلقہ حکام نے شرکت کی اور مختلف امور پر تفصیلی بریفنگ دی گئی۔ علاقے میں تعلیم، صحت اور بنیادی ڈھانچے کی بہتری کے لیے فنڈز جاری کرنے کی ہدایت کی گئی۔ گلگت بلتستان حکومت نے عوامی مسائل کے حل کے لیے مختلف اقدامات کا اعلان کیا ہے۔ وزیر اعلیٰ نے کہا کہ ترقیاتی منصوبوں کو بروقت مکمل کیا جائے گا اور عوام کو ریلیف فراہم کیا جائے گا۔ اجلاس میں متعلقہ حکام نے شرکت کی اور مختلف امور پر تفصیلی بریفنگ دی گئی۔ علاقے میں تعلیم، صحت اور بنیادی ڈھانچے کی بہتری کے لیے فنڈز جاری کرنے کی ہدایت کی گئی۔ — [429, 231, 527, 501]
news-body-text: گلگت بلتستان حکومت نے عوامی مسائل کے حل کے لیے مختلف اقدامات کا اعلان کیا ہے۔ وزیر اعلیٰ نے کہا کہ ترقیاتی منصوبوں کو بروقت مکمل کیا جائے گا اور عوام کو ریلیف فراہم کیا جائے گا۔ اجلاس میں متعلقہ حکام نے شرکت کی اور مختلف امور پر تفصیلی بریفنگ دی گئی۔ علاقے میں تعلیم، صحت اور بنیادی ڈھانچے کی بہتری کے لیے فنڈز جاری کرنے کی ہدایت کی گئی۔ گلگت بلتستان حکومت نے عوامی مسائل کے حل کے لیے مختلف اقدامات کا اعلان کیا ہے۔ وزیر اعلیٰ نے کہا کہ ترقیاتی منصوبوں کو بروقت مکمل کیا جائے گا اور عوام کو ریلیف فراہم کیا جائے گا۔ اجلاس میں متعلقہ حکام نے شرکت کی اور مختلف امور پر تفصیلی بریفنگ دی گئی۔ علاقے میں تعلیم، صحت اور بنیادی ڈھانچے کی بہتری کے لیے فنڈز جاری کرنے کی ہدایت کی گئی۔ گلگت بلتستان حکومت نے عوامی مسائل کے حل کے لیے مختلف اقدامات کا اعلان کیا ہے۔ وزیر اعلیٰ نے کہا کہ ترقیاتی منصوبوں کو بروقت مکمل کیا جائے گا اور عوام کو ریلیف فراہم کیا جائے گا۔ اجلاس میں متعلقہ حکام نے شرکت کی اور مختلف امور پر تفصیلی بریفنگ دی گئی۔ علاقے میں تعلیم، صحت اور بنیادی ڈھانچے کی بہتری کے لیے فنڈز جاری کرنے کی ہدایت کی گئی۔ گلگت بلتستان حکومت نے عوامی مسائل کے حل کے لیے مختلف اقدامات کا اعلان کیا ہے۔ وزیر اعلیٰ نے کہا کہ ترقیاتی منصوبوں کو بروقت مکمل کیا جائے گا اور عوام کو ریلیف فراہم کیا جائے گا۔ اجلاس میں متعلقہ حکام نے شرکت کی اور مختلف امور پر تفصیلی بریفنگ دی گئی۔ علاقے میں تعلیم، صحت اور بنیادی ڈھانچے کی بہتری کے لیے فنڈز جاری کرنے کی ہدایت کی گئی۔ — [742, 713, 840, 1068]
news-heading-label: جنرل 22 — [533, 1441, 589, 1452]
news-heading — [429, 505, 527, 516]
news-column-4 — [426, 22, 530, 2204]
news-heading — [742, 701, 840, 711]
news-body-text: گلگت بلتستان حکومت نے عوامی مسائل کے حل کے لیے مختلف اقدامات کا اعلان کیا ہے۔ وزیر اعلیٰ نے کہا کہ ترقیاتی منصوبوں کو بروقت مکمل کیا جائے گا اور عوام کو ریلیف فراہم کیا جائے گا۔ اجلاس میں متعلقہ حکام نے شرکت کی اور مختلف امور پر تفصیلی بریفنگ دی گئی۔ علاقے میں تعلیم، صحت اور بنیادی ڈھانچے کی بہتری کے لیے فنڈز جاری کرنے کی ہدایت کی گئی۔ گلگت بلتستان حکومت نے عوامی مسائل کے حل کے لیے مختلف اقدامات کا اعلان کیا ہے۔ وزیر اعلیٰ نے کہا کہ ترقیاتی منصوبوں کو بروقت مکمل کیا جائے گا اور عوام کو ریلیف فراہم کیا جائے گا۔ اجلاس میں متعلقہ حکام نے شرکت کی اور مختلف امور پر تفصیلی بریفنگ دی گئی۔ علاقے میں تعلیم، صحت اور بنیادی ڈھانچے کی بہتری کے لیے فنڈز جاری کرنے کی ہدایت کی گئی۔ گلگت بلتستان حکومت نے عوامی مسائل کے حل کے لیے مختلف اقدامات کا اعلان کیا ہے۔ وزیر اعلیٰ نے کہا کہ ترقیاتی منصوبوں کو بروقت مکمل کیا جائے گا اور عوام کو ریلیف فراہم کیا جائے گا۔ اجلاس میں متعلقہ حکام نے شرکت کی اور مختلف امور پر تفصیلی بریفنگ دی گئی۔ علاقے میں تعلیم، صحت اور بنیادی ڈھانچے کی بہتری کے لیے فنڈز جاری کرنے کی ہدایت کی گئی۔ گلگت بلتستان حکومت نے عوامی مسائل کے حل کے لیے مختلف اقدامات کا اعلان کیا ہے۔ وزیر اعلیٰ نے کہا کہ ترقیاتی منصوبوں کو بروقت مکمل کیا جائے گا اور عوام کو ریلیف فراہم کیا جائے گا۔ اجلاس میں متعلقہ حکام نے شرکت کی اور مختلف امور پر تفصیلی بریفنگ دی گئی۔ علاقے میں تعلیم، صحت اور بنیادی ڈھانچے کی بہتری کے لیے فنڈز جاری کرنے کی ہدایت کی گئی۔ — [533, 37, 632, 393]
news-heading-label: جنرل 40 — [220, 1248, 276, 1258]
news-body-text: گلگت بلتستان حکومت نے عوامی مسائل کے حل کے لیے مختلف اقدامات کا اعلان کیا ہے۔ وزیر اعلیٰ نے کہا کہ ترقیاتی منصوبوں کو بروقت مکمل کیا جائے گا اور عوام کو ریلیف فراہم کیا جائے گا۔ اجلاس میں متعلقہ حکام نے شرکت کی اور مختلف امور پر تفصیلی بریفنگ دی گئی۔ علاقے میں تعلیم، صحت اور بنیادی ڈھانچے کی بہتری کے لیے فنڈز جاری کرنے کی ہدایت کی گئی۔ گلگت بلتستان حکومت نے عوامی مسائل کے حل کے لیے مختلف اقدامات کا اعلان کیا ہے۔ وزیر اعلیٰ نے کہا کہ ترقیاتی منصوبوں کو بروقت مکمل کیا جائے گا اور عوام کو ریلیف فراہم کیا جائے گا۔ اجلاس میں متعلقہ حکام نے شرکت کی اور مختلف امور پر تفصیلی بریفنگ دی گئی۔ علاقے میں تعلیم، صحت اور بنیادی ڈھانچے کی بہتری کے لیے فنڈز جاری کرنے کی ہدایت کی گئی۔ — [533, 409, 632, 586]
news-heading — [533, 877, 632, 887]
news-heading — [429, 1728, 527, 1738]
news-heading-label: جنرل 1 — [742, 221, 798, 231]
news-body-text: گلگت بلتستان حکومت نے عوامی مسائل کے حل کے لیے مختلف اقدامات کا اعلان کیا ہے۔ وزیر اعلیٰ نے کہا کہ ترقیاتی منصوبوں کو بروقت مکمل کیا جائے گا اور عوام کو ریلیف فراہم کیا جائے گا۔ اجلاس میں متعلقہ حکام نے شرکت کی اور مختلف امور پر تفصیلی بریفنگ دی گئی۔ علاقے میں تعلیم، صحت اور بنیادی ڈھانچے کی بہتری کے لیے فنڈز جاری کرنے کی ہدایت کی گئی۔ گلگت بلتستان حکومت نے عوامی مسائل کے حل کے لیے مختلف اقدامات کا اعلان کیا ہے۔ وزیر اعلیٰ نے کہا کہ ترقیاتی منصوبوں کو بروقت مکمل کیا جائے گا اور عوام کو ریلیف فراہم کیا جائے گا۔ اجلاس میں متعلقہ حکام نے شرکت کی اور مختلف امور پر تفصیلی بریفنگ دی گئی۔ علاقے میں تعلیم، صحت اور بنیادی ڈھانچے کی بہتری کے لیے فنڈز جاری کرنے کی ہدایت کی گئی۔ گلگت بلتستان حکومت نے عوامی مسائل کے حل کے لیے مختلف اقدامات کا اعلان کیا ہے۔ وزیر اعلیٰ نے کہا کہ ترقیاتی منصوبوں کو بروقت مکمل کیا جائے گا اور عوام کو ریلیف فراہم کیا جائے گا۔ اجلاس میں متعلقہ حکام نے شرکت کی اور مختلف امور پر تفصیلی بریفنگ دی گئی۔ علاقے میں تعلیم، صحت اور بنیادی ڈھانچے کی بہتری کے لیے فنڈز جاری کرنے کی ہدایت کی گئی۔ گلگت بلتستان حکومت نے عوامی مسائل کے حل کے لیے مختلف اقدامات کا اعلان کیا ہے۔ وزیر اعلیٰ نے کہا کہ ترقیاتی منصوبوں کو بروقت مکمل کیا جائے گا اور عوام کو ریلیف فراہم کیا جائے گا۔ اجلاس میں متعلقہ حکام نے شرکت کی اور مختلف امور پر تفصیلی بریفنگ دی گئی۔ علاقے میں تعلیم، صحت اور بنیادی ڈھانچے کی بہتری کے لیے فنڈز جاری کرنے کی ہدایت کی گئی۔ — [638, 324, 736, 679]
news-heading — [11, 25, 110, 36]
news-heading — [11, 1501, 110, 1511]
news-heading-label: جنرل 39 — [220, 877, 276, 887]
news-heading-label: جنرل 53 — [11, 25, 67, 36]
news-heading-label: جنرل 52 — [116, 1921, 172, 1932]
news-heading-label: جنرل 15 — [742, 1924, 798, 1934]
news-heading-label: جنرل 8 — [638, 312, 694, 322]
news-heading-label: جنرل 29 — [429, 1357, 485, 1367]
news-body-text: گلگت بلتستان حکومت نے عوامی مسائل کے حل کے لیے مختلف اقدامات کا اعلان کیا ہے۔ وزیر اعلیٰ نے کہا کہ ترقیاتی منصوبوں کو بروقت مکمل کیا جائے گا اور عوام کو ریلیف فراہم کیا جائے گا۔ اجلاس میں متعلقہ حکام نے شرکت کی اور مختلف امور پر تفصیلی بریفنگ دی گئی۔ علاقے میں تعلیم، صحت اور بنیادی ڈھانچے کی بہتری کے لیے فنڈز جاری کرنے کی ہدایت کی گئی۔ گلگت بلتستان حکومت نے عوامی مسائل کے حل کے لیے مختلف اقدامات کا اعلان کیا ہے۔ وزیر اعلیٰ نے کہا کہ ترقیاتی منصوبوں کو بروقت مکمل کیا جائے گا اور عوام کو ریلیف فراہم کیا جائے گا۔ اجلاس میں متعلقہ حکام نے شرکت کی اور مختلف امور پر تفصیلی بریفنگ دی گئی۔ علاقے میں تعلیم، صحت اور بنیادی ڈھانچے کی بہتری کے لیے فنڈز جاری کرنے کی ہدایت کی گئی۔ گلگت بلتستان حکومت نے عوامی مسائل کے حل کے لیے مختلف اقدامات کا اعلان کیا ہے۔ وزیر اعلیٰ نے کہا کہ ترقیاتی منصوبوں کو بروقت مکمل کیا جائے گا اور عوام کو ریلیف فراہم کیا جائے گا۔ اجلاس میں متعلقہ حکام نے شرکت کی اور مختلف امور پر تفصیلی بریفنگ دی گئی۔ علاقے میں تعلیم، صحت اور بنیادی ڈھانچے کی بہتری کے لیے فنڈز جاری کرنے کی ہدایت کی گئی۔ گلگت بلتستان حکومت نے عوامی مسائل کے حل کے لیے مختلف اقدامات کا اعلان کیا ہے۔ وزیر اعلیٰ نے کہا کہ ترقیاتی منصوبوں کو بروقت مکمل کیا جائے گا اور عوام کو ریلیف فراہم کیا جائے گا۔ اجلاس میں متعلقہ حکام نے شرکت کی اور مختلف امور پر تفصیلی بریفنگ دی گئی۔ علاقے میں تعلیم، صحت اور بنیادی ڈھانچے کی بہتری کے لیے فنڈز جاری کرنے کی ہدایت کی گئی۔ — [429, 1369, 527, 1724]
news-heading-label: جنرل 37 — [220, 397, 276, 407]
news-heading-label: جنرل 31 — [429, 1921, 485, 1932]
news-heading-label: جنرل 57 — [11, 1138, 67, 1148]
news-heading — [325, 25, 423, 36]
news-heading — [429, 877, 527, 887]
news-heading-label: جنرل 59 — [11, 1694, 67, 1704]
news-heading-label: جنرل 4 — [742, 1073, 798, 1083]
news-heading — [220, 397, 319, 407]
news-heading — [533, 1441, 632, 1452]
news-body-text: گلگت بلتستان حکومت نے عوامی مسائل کے حل کے لیے مختلف اقدامات کا اعلان کیا ہے۔ وزیر اعلیٰ نے کہا کہ ترقیاتی منصوبوں کو بروقت مکمل کیا جائے گا اور عوام کو ریلیف فراہم کیا جائے گا۔ اجلاس میں متعلقہ حکام نے شرکت کی اور مختلف امور پر تفصیلی بریفنگ دی گئی۔ علاقے میں تعلیم، صحت اور بنیادی ڈھانچے کی بہتری کے لیے فنڈز جاری کرنے کی ہدایت کی گئی۔ گلگت بلتستان حکومت نے عوامی مسائل کے حل کے لیے مختلف اقدامات کا اعلان کیا ہے۔ وزیر اعلیٰ نے کہا کہ ترقیاتی منصوبوں کو بروقت مکمل کیا جائے گا اور عوام کو ریلیف فراہم کیا جائے گا۔ اجلاس میں متعلقہ حکام نے شرکت کی اور مختلف امور پر تفصیلی بریفنگ دی گئی۔ علاقے میں تعلیم، صحت اور بنیادی ڈھانچے کی بہتری کے لیے فنڈز جاری کرنے کی ہدایت کی گئی۔ گلگت بلتستان حکومت نے عوامی مسائل کے حل کے لیے مختلف اقدامات کا اعلان کیا ہے۔ وزیر اعلیٰ نے کہا کہ ترقیاتی منصوبوں کو بروقت مکمل کیا جائے گا اور عوام کو ریلیف فراہم کیا جائے گا۔ اجلاس میں متعلقہ حکام نے شرکت کی اور مختلف امور پر تفصیلی بریفنگ دی گئی۔ علاقے میں تعلیم، صحت اور بنیادی ڈھانچے کی بہتری کے لیے فنڈز جاری کرنے کی ہدایت کی گئی۔ گلگت بلتستان حکومت نے عوامی مسائل کے حل کے لیے مختلف اقدامات کا اعلان کیا ہے۔ وزیر اعلیٰ نے کہا کہ ترقیاتی منصوبوں کو بروقت مکمل کیا جائے گا اور عوام کو ریلیف فراہم کیا جائے گا۔ اجلاس میں متعلقہ حکام نے شرکت کی اور مختلف امور پر تفصیلی بریفنگ دی گئی۔ علاقے میں تعلیم، صحت اور بنیادی ڈھانچے کی بہتری کے لیے فنڈز جاری کرنے کی ہدایت کی گئی۔ — [116, 517, 215, 873]
news-heading-label: جنرل 51 — [116, 1728, 172, 1738]
news-body-text: گلگت بلتستان حکومت نے عوامی مسائل کے حل کے لیے مختلف اقدامات کا اعلان کیا ہے۔ وزیر اعلیٰ نے کہا کہ ترقیاتی منصوبوں کو بروقت مکمل کیا جائے گا اور عوام کو ریلیف فراہم کیا جائے گا۔ اجلاس میں متعلقہ حکام نے شرکت کی اور مختلف امور پر تفصیلی بریفنگ دی گئی۔ علاقے میں تعلیم، صحت اور بنیادی ڈھانچے کی بہتری کے لیے فنڈز جاری کرنے کی ہدایت کی گئی۔ گلگت بلتستان حکومت نے عوامی مسائل کے حل کے لیے مختلف اقدامات کا اعلان کیا ہے۔ وزیر اعلیٰ نے کہا کہ ترقیاتی منصوبوں کو بروقت مکمل کیا جائے گا اور عوام کو ریلیف فراہم کیا جائے گا۔ اجلاس میں متعلقہ حکام نے شرکت کی اور مختلف امور پر تفصیلی بریفنگ دی گئی۔ علاقے میں تعلیم، صحت اور بنیادی ڈھانچے کی بہتری کے لیے فنڈز جاری کرنے کی ہدایت کی گئی۔ — [533, 1260, 632, 1437]
news-body-text: گلگت بلتستان حکومت نے عوامی مسائل کے حل کے لیے مختلف اقدامات کا اعلان کیا ہے۔ وزیر اعلیٰ نے کہا کہ ترقیاتی منصوبوں کو بروقت مکمل کیا جائے گا اور عوام کو ریلیف فراہم کیا جائے گا۔ اجلاس میں متعلقہ حکام نے شرکت کی اور مختلف امور پر تفصیلی بریفنگ دی گئی۔ علاقے میں تعلیم، صحت اور بنیادی ڈھانچے کی بہتری کے لیے فنڈز جاری کرنے کی ہدایت کی گئی۔ گلگت بلتستان حکومت نے عوامی مسائل کے حل کے لیے مختلف اقدامات کا اعلان کیا ہے۔ وزیر اعلیٰ نے کہا کہ ترقیاتی منصوبوں کو بروقت مکمل کیا جائے گا اور عوام کو ریلیف فراہم کیا جائے گا۔ اجلاس میں متعلقہ حکام نے شرکت کی اور مختلف امور پر تفصیلی بریفنگ دی گئی۔ علاقے میں تعلیم، صحت اور بنیادی ڈھانچے کی بہتری کے لیے فنڈز جاری کرنے کی ہدایت کی گئی۔ گلگت بلتستان حکومت نے عوامی مسائل کے حل کے لیے مختلف اقدامات کا اعلان کیا ہے۔ وزیر اعلیٰ نے کہا کہ ترقیاتی منصوبوں کو بروقت مکمل کیا جائے گا اور عوام کو ریلیف فراہم کیا جائے گا۔ اجلاس میں متعلقہ حکام نے شرکت کی اور مختلف امور پر تفصیلی بریفنگ دی گئی۔ علاقے میں تعلیم، صحت اور بنیادی ڈھانچے کی بہتری کے لیے فنڈز جاری کرنے کی ہدایت کی گئی۔ — [742, 1278, 840, 1548]
news-body-text: گلگت بلتستان حکومت نے عوامی مسائل کے حل کے لیے مختلف اقدامات کا اعلان کیا ہے۔ وزیر اعلیٰ نے کہا کہ ترقیاتی منصوبوں کو بروقت مکمل کیا جائے گا اور عوام کو ریلیف فراہم کیا جائے گا۔ اجلاس میں متعلقہ حکام نے شرکت کی اور مختلف امور پر تفصیلی بریفنگ دی گئی۔ علاقے میں تعلیم، صحت اور بنیادی ڈھانچے کی بہتری کے لیے فنڈز جاری کرنے کی ہدایت کی گئی۔ گلگت بلتستان حکومت نے عوامی مسائل کے حل کے لیے مختلف اقدامات کا اعلان کیا ہے۔ وزیر اعلیٰ نے کہا کہ ترقیاتی منصوبوں کو بروقت مکمل کیا جائے گا اور عوام کو ریلیف فراہم کیا جائے گا۔ اجلاس میں متعلقہ حکام نے شرکت کی اور مختلف امور پر تفصیلی بریفنگ دی گئی۔ علاقے میں تعلیم، صحت اور بنیادی ڈھانچے کی بہتری کے لیے فنڈز جاری کرنے کی ہدایت کی گئی۔ — [325, 695, 423, 873]
news-heading — [742, 2117, 840, 2127]
news-body-text: گلگت بلتستان حکومت نے عوامی مسائل کے حل کے لیے مختلف اقدامات کا اعلان کیا ہے۔ وزیر اعلیٰ نے کہا کہ ترقیاتی منصوبوں کو بروقت مکمل کیا جائے گا اور عوام کو ریلیف فراہم کیا جائے گا۔ اجلاس میں متعلقہ حکام نے شرکت کی اور مختلف امور پر تفصیلی بریفنگ دی گئی۔ علاقے میں تعلیم، صحت اور بنیادی ڈھانچے کی بہتری کے لیے فنڈز جاری کرنے کی ہدایت کی گئی۔ گلگت بلتستان حکومت نے عوامی مسائل کے حل کے لیے مختلف اقدامات کا اعلان کیا ہے۔ وزیر اعلیٰ نے کہا کہ ترقیاتی منصوبوں کو بروقت مکمل کیا جائے گا اور عوام کو ریلیف فراہم کیا جائے گا۔ اجلاس میں متعلقہ حکام نے شرکت کی اور مختلف امور پر تفصیلی بریفنگ دی گئی۔ علاقے میں تعلیم، صحت اور بنیادی ڈھانچے کی بہتری کے لیے فنڈز جاری کرنے کی ہدایت کی گئی۔ — [638, 695, 736, 873]
news-heading — [533, 397, 632, 407]
news-body-text: گلگت بلتستان حکومت نے عوامی مسائل کے حل کے لیے مختلف اقدامات کا اعلان کیا ہے۔ وزیر اعلیٰ نے کہا کہ ترقیاتی منصوبوں کو بروقت مکمل کیا جائے گا اور عوام کو ریلیف فراہم کیا جائے گا۔ اجلاس میں متعلقہ حکام نے شرکت کی اور مختلف امور پر تفصیلی بریفنگ دی گئی۔ علاقے میں تعلیم، صحت اور بنیادی ڈھانچے کی بہتری کے لیے فنڈز جاری کرنے کی ہدایت کی گئی۔ گلگت بلتستان حکومت نے عوامی مسائل کے حل کے لیے مختلف اقدامات کا اعلان کیا ہے۔ وزیر اعلیٰ نے کہا کہ ترقیاتی منصوبوں کو بروقت مکمل کیا جائے گا اور عوام کو ریلیف فراہم کیا جائے گا۔ اجلاس میں متعلقہ حکام نے شرکت کی اور مختلف امور پر تفصیلی بریفنگ دی گئی۔ علاقے میں تعلیم، صحت اور بنیادی ڈھانچے کی بہتری کے لیے فنڈز جاری کرنے کی ہدایت کی گئی۔ گلگت بلتستان حکومت نے عوامی مسائل کے حل کے لیے مختلف اقدامات کا اعلان کیا ہے۔ وزیر اعلیٰ نے کہا کہ ترقیاتی منصوبوں کو بروقت مکمل کیا جائے گا اور عوام کو ریلیف فراہم کیا جائے گا۔ اجلاس میں متعلقہ حکام نے شرکت کی اور مختلف امور پر تفصیلی بریفنگ دی گئی۔ علاقے میں تعلیم، صحت اور بنیادی ڈھانچے کی بہتری کے لیے فنڈز جاری کرنے کی ہدایت کی گئی۔ گلگت بلتستان حکومت نے عوامی مسائل کے حل کے لیے مختلف اقدامات کا اعلان کیا ہے۔ وزیر اعلیٰ نے کہا کہ ترقیاتی منصوبوں کو بروقت مکمل کیا جائے گا اور عوام کو ریلیف فراہم کیا جائے گا۔ اجلاس میں متعلقہ حکام نے شرکت کی اور مختلف امور پر تفصیلی بریفنگ دی گئی۔ علاقے میں تعلیم، صحت اور بنیادی ڈھانچے کی بہتری کے لیے فنڈز جاری کرنے کی ہدایت کی گئی۔ — [220, 1740, 319, 2095]
news-heading-label: جنرل 6 — [742, 1553, 798, 1563]
news-body-text: گلگت بلتستان حکومت نے عوامی مسائل کے حل کے لیے مختلف اقدامات کا اعلان کیا ہے۔ وزیر اعلیٰ نے کہا کہ ترقیاتی منصوبوں کو بروقت مکمل کیا جائے گا اور عوام کو ریلیف فراہم کیا جائے گا۔ اجلاس میں متعلقہ حکام نے شرکت کی اور مختلف امور پر تفصیلی بریفنگ دی گئی۔ علاقے میں تعلیم، صحت اور بنیادی ڈھانچے کی بہتری کے لیے فنڈز جاری کرنے کی ہدایت کی گئی۔ گلگت بلتستان حکومت نے عوامی مسائل کے حل کے لیے مختلف اقدامات کا اعلان کیا ہے۔ وزیر اعلیٰ نے کہا کہ ترقیاتی منصوبوں کو بروقت مکمل کیا جائے گا اور عوام کو ریلیف فراہم کیا جائے گا۔ اجلاس میں متعلقہ حکام نے شرکت کی اور مختلف امور پر تفصیلی بریفنگ دی گئی۔ علاقے میں تعلیم، صحت اور بنیادی ڈھانچے کی بہتری کے لیے فنڈز جاری کرنے کی ہدایت کی گئی۔ — [220, 1260, 319, 1437]
news-body-text: گلگت بلتستان حکومت نے عوامی مسائل کے حل کے لیے مختلف اقدامات کا اعلان کیا ہے۔ وزیر اعلیٰ نے کہا کہ ترقیاتی منصوبوں کو بروقت مکمل کیا جائے گا اور عوام کو ریلیف فراہم کیا جائے گا۔ اجلاس میں متعلقہ حکام نے شرکت کی اور مختلف امور پر تفصیلی بریفنگ دی گئی۔ علاقے میں تعلیم، صحت اور بنیادی ڈھانچے کی بہتری کے لیے فنڈز جاری کرنے کی ہدایت کی گئی۔ گلگت بلتستان حکومت نے عوامی مسائل کے حل کے لیے مختلف اقدامات کا اعلان کیا ہے۔ وزیر اعلیٰ نے کہا کہ ترقیاتی منصوبوں کو بروقت مکمل کیا جائے گا اور عوام کو ریلیف فراہم کیا جائے گا۔ اجلاس میں متعلقہ حکام نے شرکت کی اور مختلف امور پر تفصیلی بریفنگ دی گئی۔ علاقے میں تعلیم، صحت اور بنیادی ڈھانچے کی بہتری کے لیے فنڈز جاری کرنے کی ہدایت کی گئی۔ گلگت بلتستان حکومت نے عوامی مسائل کے حل کے لیے مختلف اقدامات کا اعلان کیا ہے۔ وزیر اعلیٰ نے کہا کہ ترقیاتی منصوبوں کو بروقت مکمل کیا جائے گا اور عوام کو ریلیف فراہم کیا جائے گا۔ اجلاس میں متعلقہ حکام نے شرکت کی اور مختلف امور پر تفصیلی بریفنگ دی گئی۔ علاقے میں تعلیم، صحت اور بنیادی ڈھانچے کی بہتری کے لیے فنڈز جاری کرنے کی ہدایت کی گئی۔ — [11, 872, 110, 1134]
news-body-text: گلگت بلتستان حکومت نے عوامی مسائل کے حل کے لیے مختلف اقدامات کا اعلان کیا ہے۔ وزیر اعلیٰ نے کہا کہ ترقیاتی منصوبوں کو بروقت مکمل کیا جائے گا اور عوام کو ریلیف فراہم کیا جائے گا۔ اجلاس میں متعلقہ حکام نے شرکت کی اور مختلف امور پر تفصیلی بریفنگ دی گئی۔ علاقے میں تعلیم، صحت اور بنیادی ڈھانچے کی بہتری کے لیے فنڈز جاری کرنے کی ہدایت کی گئی۔ گلگت بلتستان حکومت نے عوامی مسائل کے حل کے لیے مختلف اقدامات کا اعلان کیا ہے۔ وزیر اعلیٰ نے کہا کہ ترقیاتی منصوبوں کو بروقت مکمل کیا جائے گا اور عوام کو ریلیف فراہم کیا جائے گا۔ اجلاس میں متعلقہ حکام نے شرکت کی اور مختلف امور پر تفصیلی بریفنگ دی گئی۔ علاقے میں تعلیم، صحت اور بنیادی ڈھانچے کی بہتری کے لیے فنڈز جاری کرنے کی ہدایت کی گئی۔ گلگت بلتستان حکومت نے عوامی مسائل کے حل کے لیے مختلف اقدامات کا اعلان کیا ہے۔ وزیر اعلیٰ نے کہا کہ ترقیاتی منصوبوں کو بروقت مکمل کیا جائے گا اور عوام کو ریلیف فراہم کیا جائے گا۔ اجلاس میں متعلقہ حکام نے شرکت کی اور مختلف امور پر تفصیلی بریفنگ دی گئی۔ علاقے میں تعلیم، صحت اور بنیادی ڈھانچے کی بہتری کے لیے فنڈز جاری کرنے کی ہدایت کی گئی۔ — [11, 37, 110, 299]
news-body-text: گلگت بلتستان حکومت نے عوامی مسائل کے حل کے لیے مختلف اقدامات کا اعلان کیا ہے۔ وزیر اعلیٰ نے کہا کہ ترقیاتی منصوبوں کو بروقت مکمل کیا جائے گا اور عوام کو ریلیف فراہم کیا جائے گا۔ اجلاس میں متعلقہ حکام نے شرکت کی اور مختلف امور پر تفصیلی بریفنگ دی گئی۔ علاقے میں تعلیم، صحت اور بنیادی ڈھانچے کی بہتری کے لیے فنڈز جاری کرنے کی ہدایت کی گئی۔ گلگت بلتستان حکومت نے عوامی مسائل کے حل کے لیے مختلف اقدامات کا اعلان کیا ہے۔ وزیر اعلیٰ نے کہا کہ ترقیاتی منصوبوں کو بروقت مکمل کیا جائے گا اور عوام کو ریلیف فراہم کیا جائے گا۔ اجلاس میں متعلقہ حکام نے شرکت کی اور مختلف امور پر تفصیلی بریفنگ دی گئی۔ علاقے میں تعلیم، صحت اور بنیادی ڈھانچے کی بہتری کے لیے فنڈز جاری کرنے کی ہدایت کی گئی۔ — [742, 233, 840, 410]
news-heading-label: جنرل 20 — [533, 877, 589, 887]
news-heading-label: جنرل 11 — [638, 1163, 694, 1174]
news-body-text: گلگت بلتستان حکومت نے عوامی مسائل کے حل کے لیے مختلف اقدامات کا اعلان کیا ہے۔ وزیر اعلیٰ نے کہا کہ ترقیاتی منصوبوں کو بروقت مکمل کیا جائے گا اور عوام کو ریلیف فراہم کیا جائے گا۔ اجلاس میں متعلقہ حکام نے شرکت کی اور مختلف امور پر تفصیلی بریفنگ دی گئی۔ علاقے میں تعلیم، صحت اور بنیادی ڈھانچے کی بہتری کے لیے فنڈز جاری کرنے کی ہدایت کی گئی۔ گلگت بلتستان حکومت نے عوامی مسائل کے حل کے لیے مختلف اقدامات کا اعلان کیا ہے۔ وزیر اعلیٰ نے کہا کہ ترقیاتی منصوبوں کو بروقت مکمل کیا جائے گا اور عوام کو ریلیف فراہم کیا جائے گا۔ اجلاس میں متعلقہ حکام نے شرکت کی اور مختلف امور پر تفصیلی بریفنگ دی گئی۔ علاقے میں تعلیم، صحت اور بنیادی ڈھانچے کی بہتری کے لیے فنڈز جاری کرنے کی ہدایت کی گئی۔ گلگت بلتستان حکومت نے عوامی مسائل کے حل کے لیے مختلف اقدامات کا اعلان کیا ہے۔ وزیر اعلیٰ نے کہا کہ ترقیاتی منصوبوں کو بروقت مکمل کیا جائے گا اور عوام کو ریلیف فراہم کیا جائے گا۔ اجلاس میں متعلقہ حکام نے شرکت کی اور مختلف امور پر تفصیلی بریفنگ دی گئی۔ علاقے میں تعلیم، صحت اور بنیادی ڈھانچے کی بہتری کے لیے فنڈز جاری کرنے کی ہدایت کی گئی۔ گلگت بلتستان حکومت نے عوامی مسائل کے حل کے لیے مختلف اقدامات کا اعلان کیا ہے۔ وزیر اعلیٰ نے کہا کہ ترقیاتی منصوبوں کو بروقت مکمل کیا جائے گا اور عوام کو ریلیف فراہم کیا جائے گا۔ اجلاس میں متعلقہ حکام نے شرکت کی اور مختلف امور پر تفصیلی بریفنگ دی گئی۔ علاقے میں تعلیم، صحت اور بنیادی ڈھانچے کی بہتری کے لیے فنڈز جاری کرنے کی ہدایت کی گئی۔ — [533, 1740, 632, 2095]
news-heading — [533, 25, 632, 36]
news-heading — [638, 1728, 736, 1738]
news-heading — [429, 1070, 527, 1080]
news-heading — [220, 590, 319, 600]
news-heading — [220, 2099, 319, 2110]
news-heading — [116, 25, 215, 36]
news-column-2 — [634, 22, 739, 2382]
news-heading-label: جنرل 18 — [533, 397, 589, 407]
news-body-text: گلگت بلتستان حکومت نے عوامی مسائل کے حل کے لیے مختلف اقدامات کا اعلان کیا ہے۔ وزیر اعلیٰ نے کہا کہ ترقیاتی منصوبوں کو بروقت مکمل کیا جائے گا اور عوام کو ریلیف فراہم کیا جائے گا۔ اجلاس میں متعلقہ حکام نے شرکت کی اور مختلف امور پر تفصیلی بریفنگ دی گئی۔ علاقے میں تعلیم، صحت اور بنیادی ڈھانچے کی بہتری کے لیے فنڈز جاری کرنے کی ہدایت کی گئی۔ گلگت بلتستان حکومت نے عوامی مسائل کے حل کے لیے مختلف اقدامات کا اعلان کیا ہے۔ وزیر اعلیٰ نے کہا کہ ترقیاتی منصوبوں کو بروقت مکمل کیا جائے گا اور عوام کو ریلیف فراہم کیا جائے گا۔ اجلاس میں متعلقہ حکام نے شرکت کی اور مختلف امور پر تفصیلی بریفنگ دی گئی۔ علاقے میں تعلیم، صحت اور بنیادی ڈھانچے کی بہتری کے لیے فنڈز جاری کرنے کی ہدایت کی گئی۔ گلگت بلتستان حکومت نے عوامی مسائل کے حل کے لیے مختلف اقدامات کا اعلان کیا ہے۔ وزیر اعلیٰ نے کہا کہ ترقیاتی منصوبوں کو بروقت مکمل کیا جائے گا اور عوام کو ریلیف فراہم کیا جائے گا۔ اجلاس میں متعلقہ حکام نے شرکت کی اور مختلف امور پر تفصیلی بریفنگ دی گئی۔ علاقے میں تعلیم، صحت اور بنیادی ڈھانچے کی بہتری کے لیے فنڈز جاری کرنے کی ہدایت کی گئی۔ — [116, 1933, 215, 2204]
news-body-text: گلگت بلتستان حکومت نے عوامی مسائل کے حل کے لیے مختلف اقدامات کا اعلان کیا ہے۔ وزیر اعلیٰ نے کہا کہ ترقیاتی منصوبوں کو بروقت مکمل کیا جائے گا اور عوام کو ریلیف فراہم کیا جائے گا۔ اجلاس میں متعلقہ حکام نے شرکت کی اور مختلف امور پر تفصیلی بریفنگ دی گئی۔ علاقے میں تعلیم، صحت اور بنیادی ڈھانچے کی بہتری کے لیے فنڈز جاری کرنے کی ہدایت کی گئی۔ گلگت بلتستان حکومت نے عوامی مسائل کے حل کے لیے مختلف اقدامات کا اعلان کیا ہے۔ وزیر اعلیٰ نے کہا کہ ترقیاتی منصوبوں کو بروقت مکمل کیا جائے گا اور عوام کو ریلیف فراہم کیا جائے گا۔ اجلاس میں متعلقہ حکام نے شرکت کی اور مختلف امور پر تفصیلی بریفنگ دی گئی۔ علاقے میں تعلیم، صحت اور بنیادی ڈھانچے کی بہتری کے لیے فنڈز جاری کرنے کی ہدایت کی گئی۔ — [11, 1513, 110, 1690]
news-heading — [742, 1924, 840, 1934]
news-heading-label: جنرل 41 — [220, 1441, 276, 1452]
news-body-text: گلگت بلتستان حکومت نے عوامی مسائل کے حل کے لیے مختلف اقدامات کا اعلان کیا ہے۔ وزیر اعلیٰ نے کہا کہ ترقیاتی منصوبوں کو بروقت مکمل کیا جائے گا اور عوام کو ریلیف فراہم کیا جائے گا۔ اجلاس میں متعلقہ حکام نے شرکت کی اور مختلف امور پر تفصیلی بریفنگ دی گئی۔ علاقے میں تعلیم، صحت اور بنیادی ڈھانچے کی بہتری کے لیے فنڈز جاری کرنے کی ہدایت کی گئی۔ گلگت بلتستان حکومت نے عوامی مسائل کے حل کے لیے مختلف اقدامات کا اعلان کیا ہے۔ وزیر اعلیٰ نے کہا کہ ترقیاتی منصوبوں کو بروقت مکمل کیا جائے گا اور عوام کو ریلیف فراہم کیا جائے گا۔ اجلاس میں متعلقہ حکام نے شرکت کی اور مختلف امور پر تفصیلی بریفنگ دی گئی۔ علاقے میں تعلیم، صحت اور بنیادی ڈھانچے کی بہتری کے لیے فنڈز جاری کرنے کی ہدایت کی گئی۔ گلگت بلتستان حکومت نے عوامی مسائل کے حل کے لیے مختلف اقدامات کا اعلان کیا ہے۔ وزیر اعلیٰ نے کہا کہ ترقیاتی منصوبوں کو بروقت مکمل کیا جائے گا اور عوام کو ریلیف فراہم کیا جائے گا۔ اجلاس میں متعلقہ حکام نے شرکت کی اور مختلف امور پر تفصیلی بریفنگ دی گئی۔ علاقے میں تعلیم، صحت اور بنیادی ڈھانچے کی بہتری کے لیے فنڈز جاری کرنے کی ہدایت کی گئی۔ — [742, 2129, 840, 2400]
news-body-text: گلگت بلتستان حکومت نے عوامی مسائل کے حل کے لیے مختلف اقدامات کا اعلان کیا ہے۔ وزیر اعلیٰ نے کہا کہ ترقیاتی منصوبوں کو بروقت مکمل کیا جائے گا اور عوام کو ریلیف فراہم کیا جائے گا۔ اجلاس میں متعلقہ حکام نے شرکت کی اور مختلف امور پر تفصیلی بریفنگ دی گئی۔ علاقے میں تعلیم، صحت اور بنیادی ڈھانچے کی بہتری کے لیے فنڈز جاری کرنے کی ہدایت کی گئی۔ گلگت بلتستان حکومت نے عوامی مسائل کے حل کے لیے مختلف اقدامات کا اعلان کیا ہے۔ وزیر اعلیٰ نے کہا کہ ترقیاتی منصوبوں کو بروقت مکمل کیا جائے گا اور عوام کو ریلیف فراہم کیا جائے گا۔ اجلاس میں متعلقہ حکام نے شرکت کی اور مختلف امور پر تفصیلی بریفنگ دی گئی۔ علاقے میں تعلیم، صحت اور بنیادی ڈھانچے کی بہتری کے لیے فنڈز جاری کرنے کی ہدایت کی گئی۔ گلگت بلتستان حکومت نے عوامی مسائل کے حل کے لیے مختلف اقدامات کا اعلان کیا ہے۔ وزیر اعلیٰ نے کہا کہ ترقیاتی منصوبوں کو بروقت مکمل کیا جائے گا اور عوام کو ریلیف فراہم کیا جائے گا۔ اجلاس میں متعلقہ حکام نے شرکت کی اور مختلف امور پر تفصیلی بریفنگ دی گئی۔ علاقے میں تعلیم، صحت اور بنیادی ڈھانچے کی بہتری کے لیے فنڈز جاری کرنے کی ہدایت کی گئی۔ — [742, 427, 840, 697]
news-heading-label: جنرل 13 — [638, 1728, 694, 1738]
news-heading-label: جنرل 19 — [533, 590, 589, 600]
news-body-text: گلگت بلتستان حکومت نے عوامی مسائل کے حل کے لیے مختلف اقدامات کا اعلان کیا ہے۔ وزیر اعلیٰ نے کہا کہ ترقیاتی منصوبوں کو بروقت مکمل کیا جائے گا اور عوام کو ریلیف فراہم کیا جائے گا۔ اجلاس میں متعلقہ حکام نے شرکت کی اور مختلف امور پر تفصیلی بریفنگ دی گئی۔ علاقے میں تعلیم، صحت اور بنیادی ڈھانچے کی بہتری کے لیے فنڈز جاری کرنے کی ہدایت کی گئی۔ گلگت بلتستان حکومت نے عوامی مسائل کے حل کے لیے مختلف اقدامات کا اعلان کیا ہے۔ وزیر اعلیٰ نے کہا کہ ترقیاتی منصوبوں کو بروقت مکمل کیا جائے گا اور عوام کو ریلیف فراہم کیا جائے گا۔ اجلاس میں متعلقہ حکام نے شرکت کی اور مختلف امور پر تفصیلی بریفنگ دی گئی۔ علاقے میں تعلیم، صحت اور بنیادی ڈھانچے کی بہتری کے لیے فنڈز جاری کرنے کی ہدایت کی گئی۔ — [742, 1936, 840, 2113]
news-column-3 — [530, 22, 634, 2095]
news-heading — [220, 1248, 319, 1258]
news-heading — [325, 312, 423, 322]
news-heading-label: جنرل 10 — [638, 877, 694, 887]
notice-number: نمبر504849926-7 — [764, 81, 837, 90]
news-heading — [116, 1357, 215, 1367]
news-heading-label: جنرل 30 — [429, 1728, 485, 1738]
news-body-text: گلگت بلتستان حکومت نے عوامی مسائل کے حل کے لیے مختلف اقدامات کا اعلان کیا ہے۔ وزیر اعلیٰ نے کہا کہ ترقیاتی منصوبوں کو بروقت مکمل کیا جائے گا اور عوام کو ریلیف فراہم کیا جائے گا۔ اجلاس میں متعلقہ حکام نے شرکت کی اور مختلف امور پر تفصیلی بریفنگ دی گئی۔ علاقے میں تعلیم، صحت اور بنیادی ڈھانچے کی بہتری کے لیے فنڈز جاری کرنے کی ہدایت کی گئی۔ گلگت بلتستان حکومت نے عوامی مسائل کے حل کے لیے مختلف اقدامات کا اعلان کیا ہے۔ وزیر اعلیٰ نے کہا کہ ترقیاتی منصوبوں کو بروقت مکمل کیا جائے گا اور عوام کو ریلیف فراہم کیا جائے گا۔ اجلاس میں متعلقہ حکام نے شرکت کی اور مختلف امور پر تفصیلی بریفنگ دی گئی۔ علاقے میں تعلیم، صحت اور بنیادی ڈھانچے کی بہتری کے لیے فنڈز جاری کرنے کی ہدایت کی گئی۔ — [429, 1740, 527, 1917]
news-heading-label: جنرل 25 — [429, 219, 485, 229]
lost-policy-notice — [742, 66, 840, 216]
news-heading — [742, 1266, 840, 1276]
news-body-text: گلگت بلتستان حکومت نے عوامی مسائل کے حل کے لیے مختلف اقدامات کا اعلان کیا ہے۔ وزیر اعلیٰ نے کہا کہ ترقیاتی منصوبوں کو بروقت مکمل کیا جائے گا اور عوام کو ریلیف فراہم کیا جائے گا۔ اجلاس میں متعلقہ حکام نے شرکت کی اور مختلف امور پر تفصیلی بریفنگ دی گئی۔ علاقے میں تعلیم، صحت اور بنیادی ڈھانچے کی بہتری کے لیے فنڈز جاری کرنے کی ہدایت کی گئی۔ گلگت بلتستان حکومت نے عوامی مسائل کے حل کے لیے مختلف اقدامات کا اعلان کیا ہے۔ وزیر اعلیٰ نے کہا کہ ترقیاتی منصوبوں کو بروقت مکمل کیا جائے گا اور عوام کو ریلیف فراہم کیا جائے گا۔ اجلاس میں متعلقہ حکام نے شرکت کی اور مختلف امور پر تفصیلی بریفنگ دی گئی۔ علاقے میں تعلیم، صحت اور بنیادی ڈھانچے کی بہتری کے لیے فنڈز جاری کرنے کی ہدایت کی گئی۔ گلگت بلتستان حکومت نے عوامی مسائل کے حل کے لیے مختلف اقدامات کا اعلان کیا ہے۔ وزیر اعلیٰ نے کہا کہ ترقیاتی منصوبوں کو بروقت مکمل کیا جائے گا اور عوام کو ریلیف فراہم کیا جائے گا۔ اجلاس میں متعلقہ حکام نے شرکت کی اور مختلف امور پر تفصیلی بریفنگ دی گئی۔ علاقے میں تعلیم، صحت اور بنیادی ڈھانچے کی بہتری کے لیے فنڈز جاری کرنے کی ہدایت کی گئی۔ — [429, 1933, 527, 2204]
news-heading — [429, 219, 527, 229]
news-heading-label: جنرل 43 — [220, 2099, 276, 2110]
news-heading — [638, 877, 736, 887]
masthead: روزنامہ میڈ گلگت بلتستان (3) بدھ 11 فروری 2026ء — [5, 3, 843, 19]
news-body-text: گلگت بلتستان حکومت نے عوامی مسائل کے حل کے لیے مختلف اقدامات کا اعلان کیا ہے۔ وزیر اعلیٰ نے کہا کہ ترقیاتی منصوبوں کو بروقت مکمل کیا جائے گا اور عوام کو ریلیف فراہم کیا جائے گا۔ اجلاس میں متعلقہ حکام نے شرکت کی اور مختلف امور پر تفصیلی بریفنگ دی گئی۔ علاقے میں تعلیم، صحت اور بنیادی ڈھانچے کی بہتری کے لیے فنڈز جاری کرنے کی ہدایت کی گئی۔ گلگت بلتستان حکومت نے عوامی مسائل کے حل کے لیے مختلف اقدامات کا اعلان کیا ہے۔ وزیر اعلیٰ نے کہا کہ ترقیاتی منصوبوں کو بروقت مکمل کیا جائے گا اور عوام کو ریلیف فراہم کیا جائے گا۔ اجلاس میں متعلقہ حکام نے شرکت کی اور مختلف امور پر تفصیلی بریفنگ دی گئی۔ علاقے میں تعلیم، صحت اور بنیادی ڈھانچے کی بہتری کے لیے فنڈز جاری کرنے کی ہدایت کی گئی۔ گلگت بلتستان حکومت نے عوامی مسائل کے حل کے لیے مختلف اقدامات کا اعلان کیا ہے۔ وزیر اعلیٰ نے کہا کہ ترقیاتی منصوبوں کو بروقت مکمل کیا جائے گا اور عوام کو ریلیف فراہم کیا جائے گا۔ اجلاس میں متعلقہ حکام نے شرکت کی اور مختلف امور پر تفصیلی بریفنگ دی گئی۔ علاقے میں تعلیم، صحت اور بنیادی ڈھانچے کی بہتری کے لیے فنڈز جاری کرنے کی ہدایت کی گئی۔ گلگت بلتستان حکومت نے عوامی مسائل کے حل کے لیے مختلف اقدامات کا اعلان کیا ہے۔ وزیر اعلیٰ نے کہا کہ ترقیاتی منصوبوں کو بروقت مکمل کیا جائے گا اور عوام کو ریلیف فراہم کیا جائے گا۔ اجلاس میں متعلقہ حکام نے شرکت کی اور مختلف امور پر تفصیلی بریفنگ دی گئی۔ علاقے میں تعلیم، صحت اور بنیادی ڈھانچے کی بہتری کے لیے فنڈز جاری کرنے کی ہدایت کی گئی۔ — [638, 1175, 736, 1531]
news-heading-label: جنرل 32 — [325, 25, 381, 36]
news-body-text: گلگت بلتستان حکومت نے عوامی مسائل کے حل کے لیے مختلف اقدامات کا اعلان کیا ہے۔ وزیر اعلیٰ نے کہا کہ ترقیاتی منصوبوں کو بروقت مکمل کیا جائے گا اور عوام کو ریلیف فراہم کیا جائے گا۔ اجلاس میں متعلقہ حکام نے شرکت کی اور مختلف امور پر تفصیلی بریفنگ دی گئی۔ علاقے میں تعلیم، صحت اور بنیادی ڈھانچے کی بہتری کے لیے فنڈز جاری کرنے کی ہدایت کی گئی۔ گلگت بلتستان حکومت نے عوامی مسائل کے حل کے لیے مختلف اقدامات کا اعلان کیا ہے۔ وزیر اعلیٰ نے کہا کہ ترقیاتی منصوبوں کو بروقت مکمل کیا جائے گا اور عوام کو ریلیف فراہم کیا جائے گا۔ اجلاس میں متعلقہ حکام نے شرکت کی اور مختلف امور پر تفصیلی بریفنگ دی گئی۔ علاقے میں تعلیم، صحت اور بنیادی ڈھانچے کی بہتری کے لیے فنڈز جاری کرنے کی ہدایت کی گئی۔ — [116, 37, 215, 215]
news-heading — [638, 312, 736, 322]
news-body-text: گلگت بلتستان حکومت نے عوامی مسائل کے حل کے لیے مختلف اقدامات کا اعلان کیا ہے۔ وزیر اعلیٰ نے کہا کہ ترقیاتی منصوبوں کو بروقت مکمل کیا جائے گا اور عوام کو ریلیف فراہم کیا جائے گا۔ اجلاس میں متعلقہ حکام نے شرکت کی اور مختلف امور پر تفصیلی بریفنگ دی گئی۔ علاقے میں تعلیم، صحت اور بنیادی ڈھانچے کی بہتری کے لیے فنڈز جاری کرنے کی ہدایت کی گئی۔ گلگت بلتستان حکومت نے عوامی مسائل کے حل کے لیے مختلف اقدامات کا اعلان کیا ہے۔ وزیر اعلیٰ نے کہا کہ ترقیاتی منصوبوں کو بروقت مکمل کیا جائے گا اور عوام کو ریلیف فراہم کیا جائے گا۔ اجلاس میں متعلقہ حکام نے شرکت کی اور مختلف امور پر تفصیلی بریفنگ دی گئی۔ علاقے میں تعلیم، صحت اور بنیادی ڈھانچے کی بہتری کے لیے فنڈز جاری کرنے کی ہدایت کی گئی۔ گلگت بلتستان حکومت نے عوامی مسائل کے حل کے لیے مختلف اقدامات کا اعلان کیا ہے۔ وزیر اعلیٰ نے کہا کہ ترقیاتی منصوبوں کو بروقت مکمل کیا جائے گا اور عوام کو ریلیف فراہم کیا جائے گا۔ اجلاس میں متعلقہ حکام نے شرکت کی اور مختلف امور پر تفصیلی بریفنگ دی گئی۔ علاقے میں تعلیم، صحت اور بنیادی ڈھانچے کی بہتری کے لیے فنڈز جاری کرنے کی ہدایت کی گئی۔ — [638, 889, 736, 1159]
news-heading-label: جنرل 17 — [533, 25, 589, 36]
news-heading-label: جنرل 34 — [325, 683, 381, 694]
news-body-text: گلگت بلتستان حکومت نے عوامی مسائل کے حل کے لیے مختلف اقدامات کا اعلان کیا ہے۔ وزیر اعلیٰ نے کہا کہ ترقیاتی منصوبوں کو بروقت مکمل کیا جائے گا اور عوام کو ریلیف فراہم کیا جائے گا۔ اجلاس میں متعلقہ حکام نے شرکت کی اور مختلف امور پر تفصیلی بریفنگ دی گئی۔ علاقے میں تعلیم، صحت اور بنیادی ڈھانچے کی بہتری کے لیے فنڈز جاری کرنے کی ہدایت کی گئی۔ گلگت بلتستان حکومت نے عوامی مسائل کے حل کے لیے مختلف اقدامات کا اعلان کیا ہے۔ وزیر اعلیٰ نے کہا کہ ترقیاتی منصوبوں کو بروقت مکمل کیا جائے گا اور عوام کو ریلیف فراہم کیا جائے گا۔ اجلاس میں متعلقہ حکام نے شرکت کی اور مختلف امور پر تفصیلی بریفنگ دی گئی۔ علاقے میں تعلیم، صحت اور بنیادی ڈھانچے کی بہتری کے لیے فنڈز جاری کرنے کی ہدایت کی گئی۔ گلگت بلتستان حکومت نے عوامی مسائل کے حل کے لیے مختلف اقدامات کا اعلان کیا ہے۔ وزیر اعلیٰ نے کہا کہ ترقیاتی منصوبوں کو بروقت مکمل کیا جائے گا اور عوام کو ریلیف فراہم کیا جائے گا۔ اجلاس میں متعلقہ حکام نے شرکت کی اور مختلف امور پر تفصیلی بریفنگ دی گئی۔ علاقے میں تعلیم، صحت اور بنیادی ڈھانچے کی بہتری کے لیے فنڈز جاری کرنے کی ہدایت کی گئی۔ گلگت بلتستان حکومت نے عوامی مسائل کے حل کے لیے مختلف اقدامات کا اعلان کیا ہے۔ وزیر اعلیٰ نے کہا کہ ترقیاتی منصوبوں کو بروقت مکمل کیا جائے گا اور عوام کو ریلیف فراہم کیا جائے گا۔ اجلاس میں متعلقہ حکام نے شرکت کی اور مختلف امور پر تفصیلی بریفنگ دی گئی۔ علاقے میں تعلیم، صحت اور بنیادی ڈھانچے کی بہتری کے لیے فنڈز جاری کرنے کی ہدایت کی گئی۔ — [11, 1150, 110, 1497]
news-heading-label: جنرل 45 — [116, 25, 172, 36]
news-heading — [116, 219, 215, 229]
news-heading-label: جنرل 38 — [220, 590, 276, 600]
news-heading-label: جنرل 54 — [11, 304, 67, 314]
news-body-text: گلگت بلتستان حکومت نے عوامی مسائل کے حل کے لیے مختلف اقدامات کا اعلان کیا ہے۔ وزیر اعلیٰ نے کہا کہ ترقیاتی منصوبوں کو بروقت مکمل کیا جائے گا اور عوام کو ریلیف فراہم کیا جائے گا۔ اجلاس میں متعلقہ حکام نے شرکت کی اور مختلف امور پر تفصیلی بریفنگ دی گئی۔ علاقے میں تعلیم، صحت اور بنیادی ڈھانچے کی بہتری کے لیے فنڈز جاری کرنے کی ہدایت کی گئی۔ گلگت بلتستان حکومت نے عوامی مسائل کے حل کے لیے مختلف اقدامات کا اعلان کیا ہے۔ وزیر اعلیٰ نے کہا کہ ترقیاتی منصوبوں کو بروقت مکمل کیا جائے گا اور عوام کو ریلیف فراہم کیا جائے گا۔ اجلاس میں متعلقہ حکام نے شرکت کی اور مختلف امور پر تفصیلی بریفنگ دی گئی۔ علاقے میں تعلیم، صحت اور بنیادی ڈھانچے کی بہتری کے لیے فنڈز جاری کرنے کی ہدایت کی گئی۔ گلگت بلتستان حکومت نے عوامی مسائل کے حل کے لیے مختلف اقدامات کا اعلان کیا ہے۔ وزیر اعلیٰ نے کہا کہ ترقیاتی منصوبوں کو بروقت مکمل کیا جائے گا اور عوام کو ریلیف فراہم کیا جائے گا۔ اجلاس میں متعلقہ حکام نے شرکت کی اور مختلف امور پر تفصیلی بریفنگ دی گئی۔ علاقے میں تعلیم، صحت اور بنیادی ڈھانچے کی بہتری کے لیے فنڈز جاری کرنے کی ہدایت کی گئی۔ — [116, 1082, 215, 1352]
news-body-text: گلگت بلتستان حکومت نے عوامی مسائل کے حل کے لیے مختلف اقدامات کا اعلان کیا ہے۔ وزیر اعلیٰ نے کہا کہ ترقیاتی منصوبوں کو بروقت مکمل کیا جائے گا اور عوام کو ریلیف فراہم کیا جائے گا۔ اجلاس میں متعلقہ حکام نے شرکت کی اور مختلف امور پر تفصیلی بریفنگ دی گئی۔ علاقے میں تعلیم، صحت اور بنیادی ڈھانچے کی بہتری کے لیے فنڈز جاری کرنے کی ہدایت کی گئی۔ گلگت بلتستان حکومت نے عوامی مسائل کے حل کے لیے مختلف اقدامات کا اعلان کیا ہے۔ وزیر اعلیٰ نے کہا کہ ترقیاتی منصوبوں کو بروقت مکمل کیا جائے گا اور عوام کو ریلیف فراہم کیا جائے گا۔ اجلاس میں متعلقہ حکام نے شرکت کی اور مختلف امور پر تفصیلی بریفنگ دی گئی۔ علاقے میں تعلیم، صحت اور بنیادی ڈھانچے کی بہتری کے لیے فنڈز جاری کرنے کی ہدایت کی گئی۔ گلگت بلتستان حکومت نے عوامی مسائل کے حل کے لیے مختلف اقدامات کا اعلان کیا ہے۔ وزیر اعلیٰ نے کہا کہ ترقیاتی منصوبوں کو بروقت مکمل کیا جائے گا اور عوام کو ریلیف فراہم کیا جائے گا۔ اجلاس میں متعلقہ حکام نے شرکت کی اور مختلف امور پر تفصیلی بریفنگ دی گئی۔ علاقے میں تعلیم، صحت اور بنیادی ڈھانچے کی بہتری کے لیے فنڈز جاری کرنے کی ہدایت کی گئی۔ — [533, 1453, 632, 1724]
news-column-1 — [739, 22, 843, 2400]
news-heading — [11, 1138, 110, 1148]
news-heading-label: جنرل 24 — [429, 25, 485, 36]
news-body-text: گلگت بلتستان حکومت نے عوامی مسائل کے حل کے لیے مختلف اقدامات کا اعلان کیا ہے۔ وزیر اعلیٰ نے کہا کہ ترقیاتی منصوبوں کو بروقت مکمل کیا جائے گا اور عوام کو ریلیف فراہم کیا جائے گا۔ اجلاس میں متعلقہ حکام نے شرکت کی اور مختلف امور پر تفصیلی بریفنگ دی گئی۔ علاقے میں تعلیم، صحت اور بنیادی ڈھانچے کی بہتری کے لیے فنڈز جاری کرنے کی ہدایت کی گئی۔ گلگت بلتستان حکومت نے عوامی مسائل کے حل کے لیے مختلف اقدامات کا اعلان کیا ہے۔ وزیر اعلیٰ نے کہا کہ ترقیاتی منصوبوں کو بروقت مکمل کیا جائے گا اور عوام کو ریلیف فراہم کیا جائے گا۔ اجلاس میں متعلقہ حکام نے شرکت کی اور مختلف امور پر تفصیلی بریفنگ دی گئی۔ علاقے میں تعلیم، صحت اور بنیادی ڈھانچے کی بہتری کے لیے فنڈز جاری کرنے کی ہدایت کی گئی۔ گلگت بلتستان حکومت نے عوامی مسائل کے حل کے لیے مختلف اقدامات کا اعلان کیا ہے۔ وزیر اعلیٰ نے کہا کہ ترقیاتی منصوبوں کو بروقت مکمل کیا جائے گا اور عوام کو ریلیف فراہم کیا جائے گا۔ اجلاس میں متعلقہ حکام نے شرکت کی اور مختلف امور پر تفصیلی بریفنگ دی گئی۔ علاقے میں تعلیم، صحت اور بنیادی ڈھانچے کی بہتری کے لیے فنڈز جاری کرنے کی ہدایت کی گئی۔ — [220, 2305, 319, 2575]
news-body-text: گلگت بلتستان حکومت نے عوامی مسائل کے حل کے لیے مختلف اقدامات کا اعلان کیا ہے۔ وزیر اعلیٰ نے کہا کہ ترقیاتی منصوبوں کو بروقت مکمل کیا جائے گا اور عوام کو ریلیف فراہم کیا جائے گا۔ اجلاس میں متعلقہ حکام نے شرکت کی اور مختلف امور پر تفصیلی بریفنگ دی گئی۔ علاقے میں تعلیم، صحت اور بنیادی ڈھانچے کی بہتری کے لیے فنڈز جاری کرنے کی ہدایت کی گئی۔ گلگت بلتستان حکومت نے عوامی مسائل کے حل کے لیے مختلف اقدامات کا اعلان کیا ہے۔ وزیر اعلیٰ نے کہا کہ ترقیاتی منصوبوں کو بروقت مکمل کیا جائے گا اور عوام کو ریلیف فراہم کیا جائے گا۔ اجلاس میں متعلقہ حکام نے شرکت کی اور مختلف امور پر تفصیلی بریفنگ دی گئی۔ علاقے میں تعلیم، صحت اور بنیادی ڈھانچے کی بہتری کے لیے فنڈز جاری کرنے کی ہدایت کی گئی۔ گلگت بلتستان حکومت نے عوامی مسائل کے حل کے لیے مختلف اقدامات کا اعلان کیا ہے۔ وزیر اعلیٰ نے کہا کہ ترقیاتی منصوبوں کو بروقت مکمل کیا جائے گا اور عوام کو ریلیف فراہم کیا جائے گا۔ اجلاس میں متعلقہ حکام نے شرکت کی اور مختلف امور پر تفصیلی بریفنگ دی گئی۔ علاقے میں تعلیم، صحت اور بنیادی ڈھانچے کی بہتری کے لیے فنڈز جاری کرنے کی ہدایت کی گئی۔ گلگت بلتستان حکومت نے عوامی مسائل کے حل کے لیے مختلف اقدامات کا اعلان کیا ہے۔ وزیر اعلیٰ نے کہا کہ ترقیاتی منصوبوں کو بروقت مکمل کیا جائے گا اور عوام کو ریلیف فراہم کیا جائے گا۔ اجلاس میں متعلقہ حکام نے شرکت کی اور مختلف امور پر تفصیلی بریفنگ دی گئی۔ علاقے میں تعلیم، صحت اور بنیادی ڈھانچے کی بہتری کے لیے فنڈز جاری کرنے کی ہدایت کی گئی۔ — [220, 37, 319, 393]
news-heading — [638, 683, 736, 694]
news-body-text: گلگت بلتستان حکومت نے عوامی مسائل کے حل کے لیے مختلف اقدامات کا اعلان کیا ہے۔ وزیر اعلیٰ نے کہا کہ ترقیاتی منصوبوں کو بروقت مکمل کیا جائے گا اور عوام کو ریلیف فراہم کیا جائے گا۔ اجلاس میں متعلقہ حکام نے شرکت کی اور مختلف امور پر تفصیلی بریفنگ دی گئی۔ علاقے میں تعلیم، صحت اور بنیادی ڈھانچے کی بہتری کے لیے فنڈز جاری کرنے کی ہدایت کی گئی۔ گلگت بلتستان حکومت نے عوامی مسائل کے حل کے لیے مختلف اقدامات کا اعلان کیا ہے۔ وزیر اعلیٰ نے کہا کہ ترقیاتی منصوبوں کو بروقت مکمل کیا جائے گا اور عوام کو ریلیف فراہم کیا جائے گا۔ اجلاس میں متعلقہ حکام نے شرکت کی اور مختلف امور پر تفصیلی بریفنگ دی گئی۔ علاقے میں تعلیم، صحت اور بنیادی ڈھانچے کی بہتری کے لیے فنڈز جاری کرنے کی ہدایت کی گئی۔ گلگت بلتستان حکومت نے عوامی مسائل کے حل کے لیے مختلف اقدامات کا اعلان کیا ہے۔ وزیر اعلیٰ نے کہا کہ ترقیاتی منصوبوں کو بروقت مکمل کیا جائے گا اور عوام کو ریلیف فراہم کیا جائے گا۔ اجلاس میں متعلقہ حکام نے شرکت کی اور مختلف امور پر تفصیلی بریفنگ دی گئی۔ علاقے میں تعلیم، صحت اور بنیادی ڈھانچے کی بہتری کے لیے فنڈز جاری کرنے کی ہدایت کی گئی۔ — [116, 231, 215, 501]
news-heading — [116, 1728, 215, 1738]
news-body-text: گلگت بلتستان حکومت نے عوامی مسائل کے حل کے لیے مختلف اقدامات کا اعلان کیا ہے۔ وزیر اعلیٰ نے کہا کہ ترقیاتی منصوبوں کو بروقت مکمل کیا جائے گا اور عوام کو ریلیف فراہم کیا جائے گا۔ اجلاس میں متعلقہ حکام نے شرکت کی اور مختلف امور پر تفصیلی بریفنگ دی گئی۔ علاقے میں تعلیم، صحت اور بنیادی ڈھانچے کی بہتری کے لیے فنڈز جاری کرنے کی ہدایت کی گئی۔ گلگت بلتستان حکومت نے عوامی مسائل کے حل کے لیے مختلف اقدامات کا اعلان کیا ہے۔ وزیر اعلیٰ نے کہا کہ ترقیاتی منصوبوں کو بروقت مکمل کیا جائے گا اور عوام کو ریلیف فراہم کیا جائے گا۔ اجلاس میں متعلقہ حکام نے شرکت کی اور مختلف امور پر تفصیلی بریفنگ دی گئی۔ علاقے میں تعلیم، صحت اور بنیادی ڈھانچے کی بہتری کے لیے فنڈز جاری کرنے کی ہدایت کی گئی۔ گلگت بلتستان حکومت نے عوامی مسائل کے حل کے لیے مختلف اقدامات کا اعلان کیا ہے۔ وزیر اعلیٰ نے کہا کہ ترقیاتی منصوبوں کو بروقت مکمل کیا جائے گا اور عوام کو ریلیف فراہم کیا جائے گا۔ اجلاس میں متعلقہ حکام نے شرکت کی اور مختلف امور پر تفصیلی بریفنگ دی گئی۔ علاقے میں تعلیم، صحت اور بنیادی ڈھانچے کی بہتری کے لیے فنڈز جاری کرنے کی ہدایت کی گئی۔ گلگت بلتستان حکومت نے عوامی مسائل کے حل کے لیے مختلف اقدامات کا اعلان کیا ہے۔ وزیر اعلیٰ نے کہا کہ ترقیاتی منصوبوں کو بروقت مکمل کیا جائے گا اور عوام کو ریلیف فراہم کیا جائے گا۔ اجلاس میں متعلقہ حکام نے شرکت کی اور مختلف امور پر تفصیلی بریفنگ دی گئی۔ علاقے میں تعلیم، صحت اور بنیادی ڈھانچے کی بہتری کے لیے فنڈز جاری کرنے کی ہدایت کی گئی۔ — [638, 2027, 736, 2382]
news-heading — [429, 25, 527, 36]
news-heading — [429, 1921, 527, 1932]
news-heading — [742, 1073, 840, 1083]
news-column-7 — [113, 22, 217, 2204]
news-heading-label: جنرل 3 — [742, 701, 798, 711]
news-heading-label: جنرل 56 — [11, 860, 67, 870]
news-heading-label: جنرل 12 — [638, 1535, 694, 1545]
